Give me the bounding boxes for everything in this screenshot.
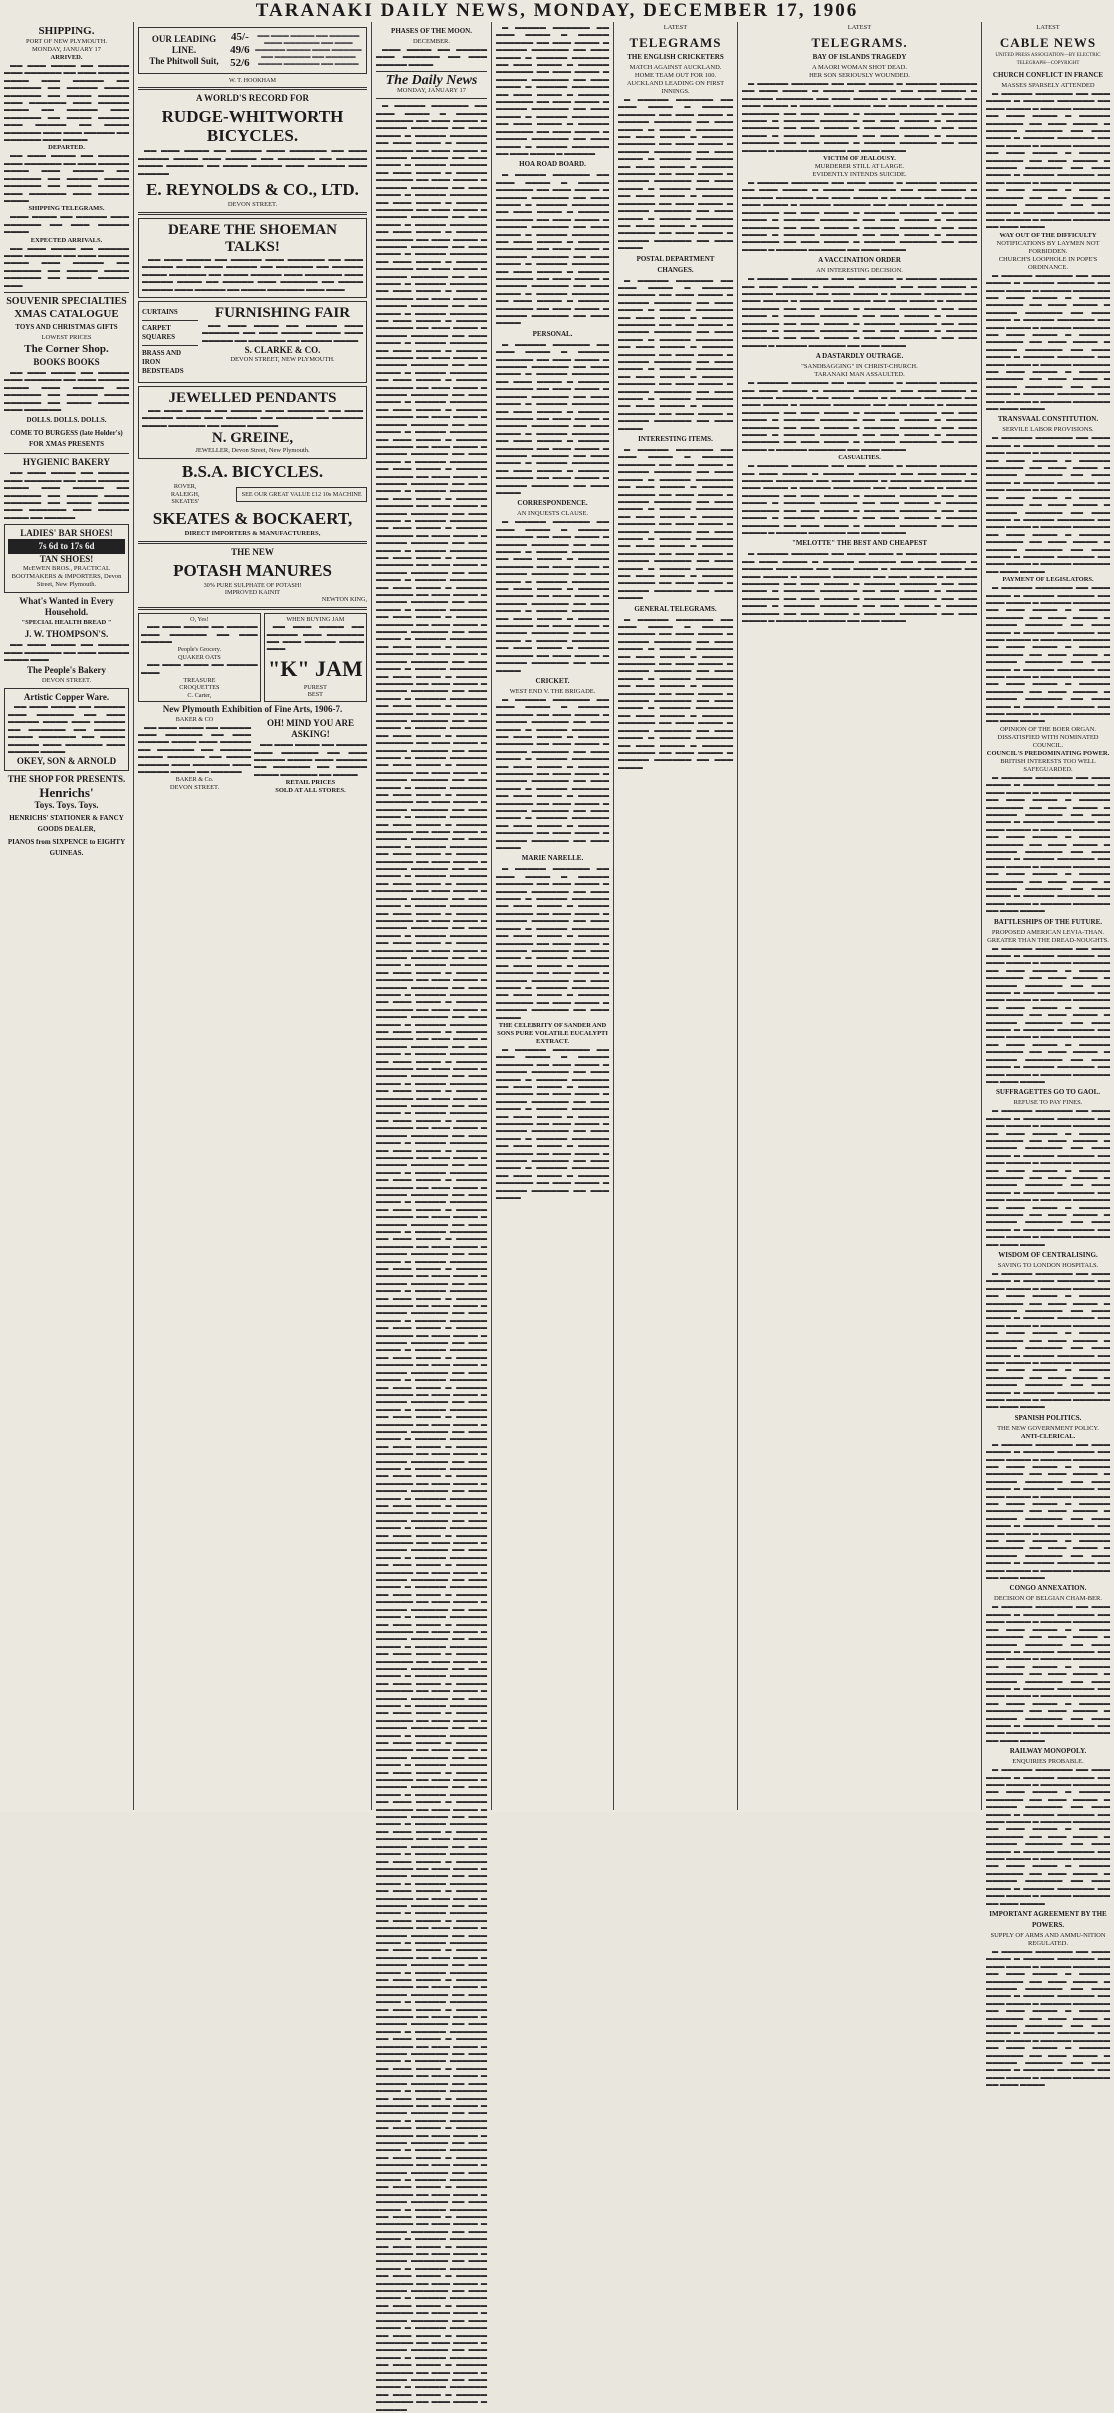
interesting-decision: AN INTERESTING DECISION. [816,267,903,275]
retail-prices: RETAIL PRICES [285,779,336,787]
wisdom-centralising: WISDOM OF CENTRALISING. [998,1251,1098,1260]
tan-shoes: TAN SHOES! [39,554,94,565]
clarke-ad: CURTAINS CARPET SQUARES BRASS AND IRON BEDSTEADS FURNISHING FAIR ▬▬ ▬▬▬ ▬▬▬▬ ▬▬ ▬▬▬▬▬ ▬▬▬ ▬▬▬▬▬▬ ▬▬ ▬▬▬ ▬▬▬▬▬ ▬▬▬▬ ▬▬▬ ▬▬▬▬▬ ▬▬ ▬▬▬▬▬▬ ▬▬ ▬▬▬▬▬ ▬▬▬▬ S. CLARKE & CO. DEVON STREET, NEW PLYMOUTH. [138,301,367,383]
purest: PUREST [303,683,327,691]
editorial-text: ▬ ▬▬▬▬▬ ▬▬▬▬▬▬ ▬▬ ▬▬▬ ▬▬▬▬ ▬ ▬▬▬▬▬ ▬▬▬▬▬▬ ▬▬ ▬▬▬ ▬▬▬▬ ▬ ▬▬▬▬▬ ▬▬▬▬▬▬ ▬▬ ▬▬▬ ▬▬▬▬ ▬ ▬▬▬▬▬ ▬▬▬▬▬▬ ▬▬ ▬▬▬ ▬▬▬▬ ▬ ▬▬▬▬▬ ▬▬▬▬▬▬ ▬▬ ▬▬▬ ▬▬▬▬ ▬ ▬▬▬▬▬ ▬▬▬▬▬▬ ▬▬ ▬▬▬ ▬▬▬▬ ▬ ▬▬▬▬▬ ▬▬▬▬▬▬ ▬▬ ▬▬▬ ▬▬▬▬ ▬ ▬▬▬▬▬ ▬▬▬▬▬▬ ▬▬ ▬▬▬ ▬▬▬▬ ▬ ▬▬▬▬▬ ▬▬▬▬▬▬ ▬▬ ▬▬▬ ▬▬▬▬ ▬ ▬▬▬▬▬ ▬▬▬▬▬▬ ▬▬ ▬▬▬ ▬▬▬▬ ▬ ▬▬▬▬▬ ▬▬▬▬▬▬ ▬▬ ▬▬▬ ▬▬▬▬ ▬ ▬▬▬▬▬ ▬▬▬▬▬▬ ▬▬ ▬▬▬ ▬▬▬▬ ▬ ▬▬▬▬▬ ▬▬▬▬▬▬ ▬▬ ▬▬▬ ▬▬▬▬ ▬ ▬▬▬▬▬ ▬▬▬▬▬▬ ▬▬ ▬▬▬ ▬▬▬▬ ▬ ▬▬▬▬▬ ▬▬▬▬▬▬ ▬▬ ▬▬▬ ▬▬▬▬ ▬ ▬▬▬▬▬ ▬▬▬▬▬▬ ▬▬ ▬▬▬ ▬▬▬▬ ▬ ▬▬▬▬▬ ▬▬▬▬▬▬ ▬▬ ▬▬▬ ▬▬▬▬ ▬ ▬▬▬▬▬ ▬▬▬▬▬▬ ▬▬ ▬▬▬ ▬▬▬▬ ▬ ▬▬▬▬▬ ▬▬▬▬▬▬ ▬▬ ▬▬▬ ▬▬▬▬ ▬ ▬▬▬▬▬ ▬▬▬▬▬▬ ▬▬ ▬▬▬ ▬▬▬▬ ▬ ▬▬▬▬▬ ▬▬▬▬▬▬ ▬▬ ▬▬▬ ▬▬▬▬ ▬ ▬▬▬▬▬ ▬▬▬▬▬▬ ▬▬ ▬▬▬ ▬▬▬▬ ▬ ▬▬▬▬▬ ▬▬▬▬▬▬ ▬▬ ▬▬▬ ▬▬▬▬ ▬ ▬▬▬▬▬ ▬▬▬▬▬▬ ▬▬ ▬▬▬ ▬▬▬▬ ▬ ▬▬▬▬▬ ▬▬▬▬▬▬ ▬▬ ▬▬▬ ▬▬▬▬ ▬ ▬▬▬▬▬ ▬▬▬▬▬▬ ▬▬ ▬▬▬ ▬▬▬▬ ▬ ▬▬▬▬▬ ▬▬▬▬▬▬ ▬▬ ▬▬▬ ▬▬▬▬ ▬ ▬▬▬▬▬ ▬▬▬▬▬▬ ▬▬ ▬▬▬ ▬▬▬▬ ▬ ▬▬▬▬▬ ▬▬▬▬▬▬ ▬▬ ▬▬▬ ▬▬▬▬ ▬ ▬▬▬▬▬ ▬▬▬▬▬▬ ▬▬ ▬▬▬ ▬▬▬▬ ▬ ▬▬▬▬▬ ▬▬▬▬▬▬ ▬▬ ▬▬▬ ▬▬▬▬ ▬ ▬▬▬▬▬ ▬▬▬▬▬▬ ▬▬ ▬▬▬ ▬▬▬▬ ▬ ▬▬▬▬▬ ▬▬▬▬▬▬ ▬▬ ▬▬▬ ▬▬▬▬ ▬ ▬▬▬▬▬ ▬▬▬▬▬▬ ▬▬ ▬▬▬ ▬▬▬▬ ▬ ▬▬▬▬▬ ▬▬▬▬▬▬ ▬▬ ▬▬▬ ▬▬▬▬ ▬ ▬▬▬▬▬ ▬▬▬▬▬▬ ▬▬ ▬▬▬ ▬▬▬▬ ▬ ▬▬▬▬▬ ▬▬▬▬▬▬ ▬▬ ▬▬▬ ▬▬▬▬ ▬ ▬▬▬▬▬ ▬▬▬▬▬▬ ▬▬ ▬▬▬ ▬▬▬▬ ▬ ▬▬▬▬▬ ▬▬▬▬▬▬ ▬▬ ▬▬▬ ▬▬▬▬ ▬ ▬▬▬▬▬ ▬▬▬▬▬▬ ▬▬ ▬▬▬ ▬▬▬▬ ▬ ▬▬▬▬▬ ▬▬▬▬▬▬ ▬▬ ▬▬▬ ▬▬▬▬ ▬ ▬▬▬▬▬ ▬▬▬▬▬▬ ▬▬ ▬▬▬ ▬▬▬▬ ▬ ▬▬▬▬▬ ▬▬▬▬▬▬ ▬▬ ▬▬▬ ▬▬▬▬ ▬ ▬▬▬▬▬ ▬▬▬▬▬▬ ▬▬ ▬▬▬ ▬▬▬▬ ▬ ▬▬▬▬▬ ▬▬▬▬▬▬ ▬▬ ▬▬▬ ▬▬▬▬ ▬ ▬▬▬▬▬ ▬▬▬▬▬▬ ▬▬ ▬▬▬ ▬▬▬▬ ▬ ▬▬▬▬▬ ▬▬▬▬▬▬ ▬▬ ▬▬▬ ▬▬▬▬ ▬ ▬▬▬▬▬ ▬▬▬▬▬▬ ▬▬ ▬▬▬ ▬▬▬▬ ▬ ▬▬▬▬▬ ▬▬▬▬▬▬ ▬▬ ▬▬▬ ▬▬▬▬ ▬ ▬▬▬▬▬ ▬▬▬▬▬▬ ▬▬ ▬▬▬ ▬▬▬▬ ▬ ▬▬▬▬▬ ▬▬▬▬▬▬ ▬▬ ▬▬▬ ▬▬▬▬ ▬ ▬▬▬▬▬ ▬▬▬▬▬▬ ▬▬ ▬▬▬ ▬▬▬▬ ▬ ▬▬▬▬▬ ▬▬▬▬▬▬ ▬▬ ▬▬▬ ▬▬▬▬ ▬ ▬▬▬▬▬ ▬▬▬▬▬▬ ▬▬ ▬▬▬ ▬▬▬▬ ▬ ▬▬▬▬▬ ▬▬▬▬▬▬ ▬▬ ▬▬▬ ▬▬▬▬ ▬ ▬▬▬▬▬ ▬▬▬▬▬▬ ▬▬ ▬▬▬ ▬▬▬▬ ▬ ▬▬▬▬▬ ▬▬▬▬▬▬ ▬▬ ▬▬▬ ▬▬▬▬ ▬ ▬▬▬▬▬ ▬▬▬▬▬▬ ▬▬ ▬▬▬ ▬▬▬▬ ▬ ▬▬▬▬▬ ▬▬▬▬▬▬ ▬▬ ▬▬▬ ▬▬▬▬ ▬ ▬▬▬▬▬ ▬▬▬▬▬▬ ▬▬ ▬▬▬ ▬▬▬▬ ▬ ▬▬▬▬▬ ▬▬▬▬▬▬ ▬▬ ▬▬▬ ▬▬▬▬ ▬ ▬▬▬▬▬ ▬▬▬▬▬▬ ▬▬ ▬▬▬ ▬▬▬▬ ▬ ▬▬▬▬▬ ▬▬▬▬▬▬ ▬▬ ▬▬▬ ▬▬▬▬ ▬ ▬▬▬▬▬ ▬▬▬▬▬▬ ▬▬ ▬▬▬ ▬▬▬▬ ▬ ▬▬▬▬▬ ▬▬▬▬▬▬ ▬▬ ▬▬▬ ▬▬▬▬ ▬ ▬▬▬▬▬ ▬▬▬▬▬▬ ▬▬ ▬▬▬ ▬▬▬▬ ▬ ▬▬▬▬▬ ▬▬▬▬▬▬ ▬▬ ▬▬▬ ▬▬▬▬ ▬ ▬▬▬▬▬ ▬▬▬▬▬▬ ▬▬ ▬▬▬ ▬▬▬▬ ▬ ▬▬▬▬▬ ▬▬▬▬▬▬ ▬▬ ▬▬▬ ▬▬▬▬ ▬ ▬▬▬▬▬ ▬▬▬▬▬▬ ▬▬ ▬▬▬ ▬▬▬▬ ▬ ▬▬▬▬▬ ▬▬▬▬▬▬ ▬▬ ▬▬▬ ▬▬▬▬ ▬ ▬▬▬▬▬ ▬▬▬▬▬▬ ▬▬ ▬▬▬ ▬▬▬▬ ▬ ▬▬▬▬▬ ▬▬▬▬▬▬ ▬▬ ▬▬▬ ▬▬▬▬ ▬ ▬▬▬▬▬ ▬▬▬▬▬▬ ▬▬ ▬▬▬ ▬▬▬▬ ▬ ▬▬▬▬▬ ▬▬▬▬▬▬ ▬▬ ▬▬▬ ▬▬▬▬ ▬ ▬▬▬▬▬ ▬▬▬▬▬▬ ▬▬ ▬▬▬ ▬▬▬▬ ▬ ▬▬▬▬▬ ▬▬▬▬▬▬ ▬▬ ▬▬▬ ▬▬▬▬ ▬ ▬▬▬▬▬ ▬▬▬▬▬▬ ▬▬ ▬▬▬ ▬▬▬▬ ▬ ▬▬▬▬▬ ▬▬▬▬▬▬ ▬▬ ▬▬▬ ▬▬▬▬ ▬ ▬▬▬▬▬ ▬▬▬▬▬▬ ▬▬ ▬▬▬ ▬▬▬▬ ▬ ▬▬▬▬▬ ▬▬▬▬▬▬ ▬▬ ▬▬▬ ▬▬▬▬ ▬ ▬▬▬▬▬ ▬▬▬▬▬▬ ▬▬ ▬▬▬ ▬▬▬▬ ▬ ▬▬▬▬▬ ▬▬▬▬▬▬ ▬▬ ▬▬▬ ▬▬▬▬ ▬ ▬▬▬▬▬ ▬▬▬▬▬▬ ▬▬ ▬▬▬ ▬▬▬▬ ▬ ▬▬▬▬▬ ▬▬▬▬▬▬ ▬▬ ▬▬▬ ▬▬▬▬ ▬ ▬▬▬▬▬ ▬▬▬▬▬▬ ▬▬ ▬▬▬ ▬▬▬▬ ▬ ▬▬▬▬▬ ▬▬▬▬▬▬ ▬▬ ▬▬▬ ▬▬▬▬ ▬ ▬▬▬▬▬ ▬▬▬▬▬▬ ▬▬ ▬▬▬ ▬▬▬▬ ▬ ▬▬▬▬▬ ▬▬▬▬▬▬ ▬▬ ▬▬▬ ▬▬▬▬ ▬ ▬▬▬▬▬ ▬▬▬▬▬▬ ▬▬ ▬▬▬ ▬▬▬▬ ▬ ▬▬▬▬▬ ▬▬▬▬▬▬ ▬▬ ▬▬▬ ▬▬▬▬ ▬ ▬▬▬▬▬ ▬▬▬▬▬▬ ▬▬ ▬▬▬ ▬▬▬▬ ▬ ▬▬▬▬▬ ▬▬▬▬▬▬ ▬▬ ▬▬▬ ▬▬▬▬ ▬ ▬▬▬▬▬ ▬▬▬▬▬▬ ▬▬ ▬▬▬ ▬▬▬▬ ▬ ▬▬▬▬▬ ▬▬▬▬▬▬ ▬▬ ▬▬▬ ▬▬▬▬ ▬ ▬▬▬▬▬ ▬▬▬▬▬▬ ▬▬ ▬▬▬ ▬▬▬▬ ▬ ▬▬▬▬▬ ▬▬▬▬▬▬ ▬▬ ▬▬▬ ▬▬▬▬ ▬ ▬▬▬▬▬ ▬▬▬▬▬▬ ▬▬ ▬▬▬ ▬▬▬▬ ▬ ▬▬▬▬▬ ▬▬▬▬▬▬ ▬▬ ▬▬▬ ▬▬▬▬ ▬ ▬▬▬▬▬ ▬▬▬▬▬▬ ▬▬ ▬▬▬ ▬▬▬▬ ▬ ▬▬▬▬▬ ▬▬▬▬▬▬ ▬▬ ▬▬▬ ▬▬▬▬ ▬ ▬▬▬▬▬ ▬▬▬▬▬▬ ▬▬ ▬▬▬ ▬▬▬▬ ▬ ▬▬▬▬▬ ▬▬▬▬▬▬ ▬▬ ▬▬▬ ▬▬▬▬ ▬ ▬▬▬▬▬ ▬▬▬▬▬▬ ▬▬ ▬▬▬ ▬▬▬▬ ▬ ▬▬▬▬▬ ▬▬▬▬▬▬ ▬▬ ▬▬▬ ▬▬▬▬ ▬ ▬▬▬▬▬ ▬▬▬▬▬▬ ▬▬ ▬▬▬ ▬▬▬▬ ▬ ▬▬▬▬▬ ▬▬▬▬▬▬ ▬▬ ▬▬▬ ▬▬▬▬ ▬ ▬▬▬▬▬ ▬▬▬▬▬▬ ▬▬ ▬▬▬ ▬▬▬▬ ▬ ▬▬▬▬▬ ▬▬▬▬▬▬ ▬▬ ▬▬▬ ▬▬▬▬ ▬ ▬▬▬▬▬ ▬▬▬▬▬▬ ▬▬ ▬▬▬ ▬▬▬▬ ▬ ▬▬▬▬▬ ▬▬▬▬▬▬ ▬▬ ▬▬▬ ▬▬▬▬ ▬ ▬▬▬▬▬ ▬▬▬▬▬▬ ▬▬ ▬▬▬ ▬▬▬▬ ▬ ▬▬▬▬▬ ▬▬▬▬▬▬ ▬▬ ▬▬▬ ▬▬▬▬ ▬ ▬▬▬▬▬ ▬▬▬▬▬▬ ▬▬ ▬▬▬ ▬▬▬▬ ▬ ▬▬▬▬▬ ▬▬▬▬▬▬ ▬▬ ▬▬▬ ▬▬▬▬ ▬ ▬▬▬▬▬ ▬▬▬▬▬▬ ▬▬ ▬▬▬ ▬▬▬▬ ▬ ▬▬▬▬▬ ▬▬▬▬▬▬ ▬▬ ▬▬▬ ▬▬▬▬ ▬ ▬▬▬▬▬ ▬▬▬▬▬▬ ▬▬ ▬▬▬ ▬▬▬▬ ▬ ▬▬▬▬▬ ▬▬▬▬▬▬ ▬▬ ▬▬▬ ▬▬▬▬ ▬ ▬▬▬▬▬ ▬▬▬▬▬▬ ▬▬ ▬▬▬ ▬▬▬▬ ▬ ▬▬▬▬▬ ▬▬▬▬▬▬ ▬▬ ▬▬▬ ▬▬▬▬ ▬ ▬▬▬▬▬ ▬▬▬▬▬▬ ▬▬ ▬▬▬ ▬▬▬▬ ▬ ▬▬▬▬▬ ▬▬▬▬▬▬ ▬▬ ▬▬▬ ▬▬▬▬ ▬ ▬▬▬▬▬ ▬▬▬▬▬▬ ▬▬ ▬▬▬ ▬▬▬▬ ▬ ▬▬▬▬▬ ▬▬▬▬▬▬ ▬▬ ▬▬▬ ▬▬▬▬ ▬ ▬▬▬▬▬ ▬▬▬▬▬▬ ▬▬ ▬▬▬ ▬▬▬▬ ▬ ▬▬▬▬▬ ▬▬▬▬▬▬ ▬▬ ▬▬▬ ▬▬▬▬ ▬ ▬▬▬▬▬ ▬▬▬▬▬▬ ▬▬ ▬▬▬ ▬▬▬▬ ▬ ▬▬▬▬▬ ▬▬▬▬▬▬ ▬▬ ▬▬▬ ▬▬▬▬ ▬ ▬▬▬▬▬ ▬▬▬▬▬▬ ▬▬ ▬▬▬ ▬▬▬▬ ▬ ▬▬▬▬▬ ▬▬▬▬▬▬ ▬▬ ▬▬▬ ▬▬▬▬ ▬ ▬▬▬▬▬ ▬▬▬▬▬▬ ▬▬ ▬▬▬ ▬▬▬▬ ▬ ▬▬▬▬▬ ▬▬▬▬▬▬ ▬▬ ▬▬▬ ▬▬▬▬ ▬ ▬▬▬▬▬ ▬▬▬▬▬▬ ▬▬ ▬▬▬ ▬▬▬▬ ▬ ▬▬▬▬▬ ▬▬▬▬▬▬ ▬▬ ▬▬▬ ▬▬▬▬ ▬ ▬▬▬▬▬ ▬▬▬▬▬▬ ▬▬ ▬▬▬ ▬▬▬▬ ▬ ▬▬▬▬▬ ▬▬▬▬▬▬ ▬▬ ▬▬▬ ▬▬▬▬ ▬ ▬▬▬▬▬ ▬▬▬▬▬▬ ▬▬ ▬▬▬ ▬▬▬▬ ▬ ▬▬▬▬▬ ▬▬▬▬▬▬ ▬▬ ▬▬▬ ▬▬▬▬ ▬ ▬▬▬▬▬ ▬▬▬▬▬▬ ▬▬ ▬▬▬ ▬▬▬▬ ▬ ▬▬▬▬▬ ▬▬▬▬▬▬ ▬▬ ▬▬▬ ▬▬▬▬ ▬ ▬▬▬▬▬ ▬▬▬▬▬▬ ▬▬ ▬▬▬ ▬▬▬▬ ▬ ▬▬▬▬▬ ▬▬▬▬▬▬ ▬▬ ▬▬▬ ▬▬▬▬ ▬ ▬▬▬▬▬ ▬▬▬▬▬▬ ▬▬ ▬▬▬ ▬▬▬▬ ▬ ▬▬▬▬▬ ▬▬▬▬▬▬ ▬▬ ▬▬▬ ▬▬▬▬ ▬ ▬▬▬▬▬ ▬▬▬▬▬▬ ▬▬ ▬▬▬ ▬▬▬▬ ▬ ▬▬▬▬▬ ▬▬▬▬▬▬ ▬▬ ▬▬▬ ▬▬▬▬ ▬ ▬▬▬▬▬ ▬▬▬▬▬▬ ▬▬ ▬▬▬ ▬▬▬▬ ▬ ▬▬▬▬▬ ▬▬▬▬▬▬ ▬▬ ▬▬▬ ▬▬▬▬ ▬ ▬▬▬▬▬ ▬▬▬▬▬▬ ▬▬ ▬▬▬ ▬▬▬▬ ▬ ▬▬▬▬▬ ▬▬▬▬▬▬ ▬▬ ▬▬▬ ▬▬▬▬ ▬ ▬▬▬▬▬ ▬▬▬▬▬▬ ▬▬ ▬▬▬ ▬▬▬▬ ▬ ▬▬▬▬▬ ▬▬▬▬▬▬ ▬▬ ▬▬▬ ▬▬▬▬ ▬ ▬▬▬▬▬ ▬▬▬▬▬▬ ▬▬ ▬▬▬ ▬▬▬▬ ▬ ▬▬▬▬▬ ▬▬▬▬▬▬ ▬▬ ▬▬▬ ▬▬▬▬ ▬ ▬▬▬▬▬ ▬▬▬▬▬▬ ▬▬ ▬▬▬ ▬▬▬▬ ▬ ▬▬▬▬▬ ▬▬▬▬▬▬ ▬▬ ▬▬▬ ▬▬▬▬ ▬ ▬▬▬▬▬ ▬▬▬▬▬▬ ▬▬ ▬▬▬ ▬▬▬▬ ▬ ▬▬▬▬▬ ▬▬▬▬▬▬ ▬▬ ▬▬▬ ▬▬▬▬ ▬ ▬▬▬▬▬ ▬▬▬▬▬▬ ▬▬ ▬▬▬ ▬▬▬▬ ▬ ▬▬▬▬▬ ▬▬▬▬▬▬ ▬▬ ▬▬▬ ▬▬▬▬ ▬ ▬▬▬▬▬ ▬▬▬▬▬▬ ▬▬ ▬▬▬ ▬▬▬▬ ▬ ▬▬▬▬▬ ▬▬▬▬▬▬ ▬▬ ▬▬▬ ▬▬▬▬ ▬ ▬▬▬▬▬ ▬▬▬▬▬▬ ▬▬ ▬▬▬ ▬▬▬▬ ▬ ▬▬▬▬▬ ▬▬▬▬▬▬ ▬▬ ▬▬▬ ▬▬▬▬ ▬ ▬▬▬▬▬ ▬▬▬▬▬▬ ▬▬ ▬▬▬ ▬▬▬▬ ▬ ▬▬▬▬▬ ▬▬▬▬▬▬ ▬▬ ▬▬▬ ▬▬▬▬ ▬ ▬▬▬▬▬ ▬▬▬▬▬▬ ▬▬ ▬▬▬ ▬▬▬▬ ▬ ▬▬▬▬▬ ▬▬▬▬▬▬ ▬▬ ▬▬▬ ▬▬▬▬ ▬ ▬▬▬▬▬ ▬▬▬▬▬▬ ▬▬ ▬▬▬ ▬▬▬▬ ▬ ▬▬▬▬▬ ▬▬▬▬▬▬ ▬▬ ▬▬▬ ▬▬▬▬ ▬ ▬▬▬▬▬ ▬▬▬▬▬▬ ▬▬ ▬▬▬ ▬▬▬▬ ▬ ▬▬▬▬▬ ▬▬▬▬▬▬ ▬▬ ▬▬▬ ▬▬▬▬ ▬ ▬▬▬▬▬ ▬▬▬▬▬▬ ▬▬ ▬▬▬ ▬▬▬▬ ▬ ▬▬▬▬▬ ▬▬▬▬▬▬ ▬▬ ▬▬▬ ▬▬▬▬ ▬ ▬▬▬▬▬ ▬▬▬▬▬▬ ▬▬ ▬▬▬ ▬▬▬▬ ▬ ▬▬▬▬▬ ▬▬▬▬▬▬ ▬▬ ▬▬▬ ▬▬▬▬ ▬ ▬▬▬▬▬ ▬▬▬▬▬▬ ▬▬ ▬▬▬ ▬▬▬▬ ▬ ▬▬▬▬▬ ▬▬▬▬▬▬ ▬▬ ▬▬▬ ▬▬▬▬ ▬ ▬▬▬▬▬ ▬▬▬▬▬▬ ▬▬ ▬▬▬ ▬▬▬▬ ▬ ▬▬▬▬▬ ▬▬▬▬▬▬ ▬▬ ▬▬▬ ▬▬▬▬ ▬ ▬▬▬▬▬ ▬▬▬▬▬▬ ▬▬ ▬▬▬ ▬▬▬▬ ▬ ▬▬▬▬▬ ▬▬▬▬▬▬ ▬▬ ▬▬▬ ▬▬▬▬ ▬ ▬▬▬▬▬ ▬▬▬▬▬▬ ▬▬ ▬▬▬ ▬▬▬▬ ▬ ▬▬▬▬▬ ▬▬▬▬▬▬ ▬▬ ▬▬▬ ▬▬▬▬ ▬ ▬▬▬▬▬ ▬▬▬▬▬▬ ▬▬ ▬▬▬ ▬▬▬▬ ▬ ▬▬▬▬▬ ▬▬▬▬▬▬ ▬▬ ▬▬▬ ▬▬▬▬ ▬ ▬▬▬▬▬ ▬▬▬▬▬▬ ▬▬ ▬▬▬ ▬▬▬▬ ▬ ▬▬▬▬▬ ▬▬▬▬▬▬ ▬▬ ▬▬▬ ▬▬▬▬ ▬ ▬▬▬▬▬ ▬▬▬▬▬▬ ▬▬ ▬▬▬ ▬▬▬▬ ▬ ▬▬▬▬▬ ▬▬▬▬▬▬ ▬▬ ▬▬▬ ▬▬▬▬ ▬ ▬▬▬▬▬ ▬▬▬▬▬▬ ▬▬ ▬▬▬ ▬▬▬▬ ▬ ▬▬▬▬▬ ▬▬▬▬▬▬ ▬▬ ▬▬▬ ▬▬▬▬ ▬ ▬▬▬▬▬ ▬▬▬▬▬▬ ▬▬ ▬▬▬ ▬▬▬▬ ▬ ▬▬▬▬▬ ▬▬▬▬▬▬ ▬▬ ▬▬▬ ▬▬▬▬ ▬ ▬▬▬▬▬ ▬▬▬▬▬▬ ▬▬ ▬▬▬ ▬▬▬▬ ▬ ▬▬▬▬▬ ▬▬▬▬▬▬ ▬▬ ▬▬▬ ▬▬▬▬ ▬ ▬▬▬▬▬ ▬▬▬▬▬▬ ▬▬ ▬▬▬ ▬▬▬▬ ▬ ▬▬▬▬▬ ▬▬▬▬▬▬ ▬▬ ▬▬▬ ▬▬▬▬ ▬ ▬▬▬▬▬ ▬▬▬▬▬▬ ▬▬ ▬▬▬ ▬▬▬▬ ▬ ▬▬▬▬▬ ▬▬▬▬▬▬ ▬▬ ▬▬▬ ▬▬▬▬ ▬ ▬▬▬▬▬ ▬▬▬▬▬▬ ▬▬ ▬▬▬ ▬▬▬▬ ▬ ▬▬▬▬▬ ▬▬▬▬▬▬ ▬▬ ▬▬▬ ▬▬▬▬ ▬ ▬▬▬▬▬ ▬▬▬▬▬▬ ▬▬ ▬▬▬ ▬▬▬▬ ▬ ▬▬▬▬▬ ▬▬▬▬▬▬ ▬▬ ▬▬▬ ▬▬▬▬ ▬ ▬▬▬▬▬ ▬▬▬▬▬▬ ▬▬ ▬▬▬ ▬▬▬▬ ▬ ▬▬▬▬▬ ▬▬▬▬▬▬ ▬▬ ▬▬▬ ▬▬▬▬ ▬ ▬▬▬▬▬ ▬▬▬▬▬▬ ▬▬ ▬▬▬ ▬▬▬▬ ▬ ▬▬▬▬▬ ▬▬▬▬▬▬ ▬▬ ▬▬▬ ▬▬▬▬ ▬ ▬▬▬▬▬ ▬▬▬▬▬▬ ▬▬ ▬▬▬ ▬▬▬▬ ▬ ▬▬▬▬▬ ▬▬▬▬▬▬ ▬▬ ▬▬▬ ▬▬▬▬ ▬ ▬▬▬▬▬ ▬▬▬▬▬▬ ▬▬ ▬▬▬ ▬▬▬▬ ▬ ▬▬▬▬▬ ▬▬▬▬▬▬ ▬▬ ▬▬▬ ▬▬▬▬ ▬ ▬▬▬▬▬ ▬▬▬▬▬▬ ▬▬ ▬▬▬ ▬▬▬▬ ▬ ▬▬▬▬▬ ▬▬▬▬▬▬ ▬▬ ▬▬▬ ▬▬▬▬ ▬ ▬▬▬▬▬ ▬▬▬▬▬▬ ▬▬ ▬▬▬ ▬▬▬▬ ▬ ▬▬▬▬▬ ▬▬▬▬▬▬ ▬▬ ▬▬▬ ▬▬▬▬ ▬ ▬▬▬▬▬ ▬▬▬▬▬▬ ▬▬ ▬▬▬ ▬▬▬▬ ▬ ▬▬▬▬▬ ▬▬▬▬▬▬ ▬▬ ▬▬▬ ▬▬▬▬ ▬ ▬▬▬▬▬ ▬▬▬▬▬▬ ▬▬ ▬▬▬ ▬▬▬▬ ▬ ▬▬▬▬▬ ▬▬▬▬▬▬ ▬▬ ▬▬▬ ▬▬▬▬ ▬ ▬▬▬▬▬ ▬▬▬▬▬▬ ▬▬ ▬▬▬ ▬▬▬▬ ▬ ▬▬▬▬▬ ▬▬▬▬▬▬ ▬▬ ▬▬▬ ▬▬▬▬ ▬ ▬▬▬▬▬ ▬▬▬▬▬▬ ▬▬ ▬▬▬ ▬▬▬▬ ▬ ▬▬▬▬▬ ▬▬▬▬▬▬ ▬▬ ▬▬▬ ▬▬▬▬ ▬ ▬▬▬▬▬ ▬▬▬▬▬▬ ▬▬ ▬▬▬ ▬▬▬▬ ▬ ▬▬▬▬▬ ▬▬▬▬▬▬ ▬▬ ▬▬▬ ▬▬▬▬ ▬ ▬▬▬▬▬ ▬▬▬▬▬▬ ▬▬ ▬▬▬ ▬▬▬▬ ▬ ▬▬▬▬▬ ▬▬▬▬▬▬ ▬▬ ▬▬▬ ▬▬▬▬ ▬ ▬▬▬▬▬ ▬▬▬▬▬▬ ▬▬ ▬▬▬ ▬▬▬▬ ▬ ▬▬▬▬▬ ▬▬▬▬▬▬ ▬▬ ▬▬▬ ▬▬▬▬ ▬ ▬▬▬▬▬ ▬▬▬▬▬▬ ▬▬ ▬▬▬ ▬▬▬▬ ▬ ▬▬▬▬▬ ▬▬▬▬▬▬ ▬▬ ▬▬▬ ▬▬▬▬ ▬ ▬▬▬▬▬ [376,102,487,2413]
worlds-record: A WORLD'S RECORD FOR [195,93,310,104]
vaccination-order: A VACCINATION ORDER [818,256,901,265]
price-3: 52/6 [230,57,250,69]
shipping-telegrams-heading: SHIPPING TELEGRAMS. [28,205,105,213]
hygienic-bakery: HYGIENIC BAKERY [23,457,110,468]
auckland-leading: AUCKLAND LEADING ON FIRST INNINGS. [626,80,725,95]
bsa-bicycles: B.S.A. BICYCLES. [181,462,324,482]
shoe-price: 7s 6d to 17s 6d [8,539,125,554]
general-telegrams: GENERAL TELEGRAMS. [634,604,717,613]
maori-woman-shot: A MAORI WOMAN SHOT DEAD. [812,64,907,71]
payment-legislators: PAYMENT OF LEGISLATORS. [1002,576,1094,584]
hoa-road-board: HOA ROAD BOARD. [519,160,586,169]
belgian-chamber: DECISION OF BELGIAN CHAM-BER. [994,1595,1102,1603]
quaker-oats: QUAKER OATS [177,653,221,661]
carter-name: C. Carter, [187,691,212,699]
greine-ad: JEWELLED PENDANTS ▬▬ ▬▬▬ ▬▬▬▬ ▬▬ ▬▬▬▬▬ ▬▬▬ ▬▬▬▬▬▬ ▬▬ ▬▬▬ ▬▬▬▬▬ ▬▬▬▬ ▬▬▬ ▬▬▬▬▬ ▬▬ ▬▬▬▬▬▬ ▬▬ ▬▬▬▬▬ ▬▬▬▬ ▬▬▬▬▬▬ ▬▬ ▬▬▬▬ ▬▬▬▬▬ N. GREINE, JEWELLER, Devon Street, New Plymouth. [138,386,367,459]
o-yes: O, Yes! [190,615,209,623]
daily-news-date: MONDAY, JANUARY 17 [397,87,466,95]
when-buying-jam: WHEN BUYING JAM [286,615,345,623]
press-association: UNITED PRESS ASSOCIATION—BY ELECTRIC TELEGRAPH—COPYRIGHT [995,53,1101,66]
latest-label-3: LATEST [1036,24,1060,31]
taranaki-man-assaulted: TARANAKI MAN ASSAULTED. [814,371,905,379]
toys-toys: Toys. Toys. Toys. [34,800,99,811]
ladies-bar-shoes: LADIES' BAR SHOES! [20,528,113,539]
shipping-heading: SHIPPING. [38,25,95,37]
greine-address: JEWELLER, Devon Street, New Plymouth. [195,447,310,455]
departed-heading: DEPARTED. [48,144,85,152]
murderer-at-large: MURDERER STILL AT LARGE. [814,163,905,171]
masses-attended: MASSES SPARSELY ATTENDED [1001,82,1095,89]
important-agreement: IMPORTANT AGREEMENT BY THE POWERS. [989,1909,1107,1929]
henrichs: Henrichs' [39,785,94,801]
reynolds-address: DEVON STREET. [227,201,278,209]
cricket-heading: CRICKET. [535,676,570,685]
okey-son-arnold: OKEY, SON & ARNOLD [16,756,117,767]
burgess: COME TO BURGESS (late Holder's) FOR XMAS PRESENTS [10,429,123,449]
bedsteads: BRASS AND IRON BEDSTEADS [142,349,184,376]
correspondence-heading: CORRESPONDENCE. [517,499,588,508]
arrived-text: ▬▬ ▬▬▬ ▬▬▬▬ ▬▬ ▬▬▬▬▬ ▬▬▬ ▬▬▬▬▬▬ ▬▬ ▬▬▬ ▬▬▬▬▬ ▬▬▬▬ ▬▬▬ ▬▬▬▬▬ ▬▬ ▬▬▬▬▬▬ ▬▬ ▬▬▬▬▬ ▬▬▬▬ ▬▬▬▬▬▬ ▬▬ ▬▬▬▬ ▬▬▬▬▬ ▬▬▬ ▬▬▬▬▬▬ ▬▬▬ ▬▬▬▬▬ ▬▬▬▬ ▬▬ ▬▬▬▬▬ ▬▬▬ ▬▬▬▬▬▬ ▬▬ ▬▬▬▬ ▬▬▬▬▬ ▬▬▬ ▬▬▬▬▬ ▬▬ ▬▬▬▬ ▬▬▬▬▬▬ ▬▬▬ ▬▬▬ ▬▬▬▬▬ ▬▬ ▬▬▬▬▬▬ ▬▬▬ ▬▬▬▬ [4,62,129,144]
expected-heading: EXPECTED ARRIVALS. [30,236,103,244]
potash-sub: 30% PURE SULPHATE OF POTASH! [203,581,302,589]
marie-narelle-heading: MARIE NARELLE. [521,854,584,863]
loophole: CHURCH'S LOOPHOLE IN POPE'S ORDINANCE. [998,255,1098,271]
jewelled-pendants: JEWELLED PENDANTS [168,390,337,407]
sold-all-stores: SOLD AT ALL STORES. [275,787,346,795]
servile-labor: SERVILE LABOR PROVISIONS. [1002,426,1094,434]
special-health-bread: "SPECIAL HEALTH BREAD " [21,619,112,627]
exhibition: New Plymouth Exhibition of Fine Arts, 1906-7. [162,704,343,715]
price-1: 45/- [231,31,249,43]
pianos: PIANOS from SIXPENCE to EIGHTY GUINEAS. [7,838,126,858]
boer-organ: OPINION OF THE BOER ORGAN. [999,725,1097,733]
suffragettes: SUFFRAGETTES GO TO GAOL. [996,1088,1100,1097]
west-end-brigade: WEST END V. THE BRIGADE. [509,687,596,695]
k-jam: "K" JAM [268,655,363,681]
column-ads: OUR LEADING LINE. The Phitwoll Suit, 45/- 49/6 52/6 ▬▬ ▬▬▬ ▬▬▬▬ ▬▬ ▬▬▬▬▬ ▬▬▬ ▬▬▬▬▬▬ ▬▬ ▬▬▬ ▬▬▬▬▬ ▬▬▬▬ ▬▬▬ ▬▬▬▬▬ ▬▬ ▬▬▬▬▬▬ ▬▬ ▬▬▬▬▬ ▬▬▬▬ ▬▬▬▬▬▬ ▬▬ ▬▬▬▬ W. T. HOOKHAM A WORLD'S RECORD FOR RUDGE-WHITWORTH BICYCLES. ▬▬ ▬▬▬ ▬▬▬▬ ▬▬ ▬▬▬▬▬ ▬▬▬ ▬▬▬▬▬▬ ▬▬ ▬▬▬ ▬▬▬▬▬ ▬▬▬▬ ▬▬▬ ▬▬▬▬▬ ▬▬ ▬▬▬▬▬▬ ▬▬ ▬▬▬▬▬ ▬▬▬▬ ▬▬▬▬▬▬ ▬▬ ▬▬▬▬ ▬▬▬▬▬ ▬▬▬ ▬▬▬▬▬▬ ▬▬▬ ▬▬▬▬▬ E. REYNOLDS & CO., LTD. DEVON STREET. DEARE THE SHOEMAN TALKS! ▬▬ ▬▬▬ ▬▬▬▬ ▬▬ ▬▬▬▬▬ ▬▬▬ ▬▬▬▬▬▬ ▬▬ ▬▬▬ ▬▬▬▬▬ ▬▬▬▬ ▬▬▬ ▬▬▬▬▬ ▬▬ ▬▬▬▬▬▬ ▬▬ ▬▬▬▬▬ ▬▬▬▬ ▬▬▬▬▬▬ ▬▬ ▬▬▬▬ ▬▬▬▬▬ ▬▬▬ ▬▬▬▬▬▬ ▬▬▬ ▬▬▬▬▬ ▬▬▬▬ ▬▬ ▬▬▬▬▬ ▬▬▬ ▬▬▬▬▬▬ ▬▬ ▬▬▬▬ ▬▬▬▬▬ ▬▬▬ ▬▬▬▬▬ ▬▬ ▬▬▬▬ ▬▬▬▬▬▬ ▬▬▬ ▬▬▬ CURTAINS CARPET SQUARES BRASS AND IRON BEDSTEADS FURNISHING FAIR ▬▬ ▬▬▬ ▬▬▬▬ ▬▬ ▬▬▬▬▬ ▬▬▬ ▬▬▬▬▬▬ ▬▬ ▬▬▬ ▬▬▬▬▬ ▬▬▬▬ ▬▬▬ ▬▬▬▬▬ ▬▬ ▬▬▬▬▬▬ ▬▬ ▬▬▬▬▬ ▬▬▬▬ S. CLARKE & CO. DEVON STREET, NEW PLYMOUTH. JEWELLED PENDANTS ▬▬ ▬▬▬ ▬▬▬▬ ▬▬ ▬▬▬▬▬ ▬▬▬ ▬▬▬▬▬▬ ▬▬ ▬▬▬ ▬▬▬▬▬ ▬▬▬▬ ▬▬▬ ▬▬▬▬▬ ▬▬ ▬▬▬▬▬▬ ▬▬ ▬▬▬▬▬ ▬▬▬▬ ▬▬▬▬▬▬ ▬▬ ▬▬▬▬ ▬▬▬▬▬ N. GREINE, JEWELLER, Devon Street, New Plymouth. B.S.A. BICYCLES. ROVER, RALEIGH, SKEATES' SEE OUR GREAT VALUE £12 10s MACHINE SKEATES & BOCKAERT, DIRECT IMPORTERS & MANUFACTURERS, THE NEW POTASH MANURES 30% PURE SULPHATE OF POTASH! IMPROVED KAINIT NEWTON KING, O, Yes! ▬▬ ▬▬▬ ▬▬▬▬ ▬▬ ▬▬▬▬▬ ▬▬▬ ▬▬▬▬▬▬ ▬▬ ▬▬▬ ▬▬▬▬▬ People's Grocery. QUAKER OATS ▬▬ ▬▬▬ ▬▬▬▬ ▬▬ ▬▬▬▬▬ ▬▬▬ TREASURE CROQUETTES C. Carter, WHEN BUYING JAM ▬▬ ▬▬▬ ▬▬▬▬ ▬▬ ▬▬▬▬▬ ▬▬▬ ▬▬▬▬▬▬ ▬▬ ▬▬▬ ▬▬▬▬▬ ▬▬▬▬ ▬▬▬ "K" JAM PUREST BEST New Plymouth Exhibition of Fine Arts, 1906-7. BAKER & CO ▬▬ ▬▬▬ ▬▬▬▬ ▬▬ ▬▬▬▬▬ ▬▬▬ ▬▬▬▬▬▬ ▬▬ ▬▬▬ ▬▬▬▬▬ ▬▬▬▬ ▬▬▬ ▬▬▬▬▬ ▬▬ ▬▬▬▬▬▬ ▬▬ ▬▬▬▬▬ ▬▬▬▬ ▬▬▬▬▬▬ ▬▬ ▬▬▬▬ ▬▬▬▬▬ ▬▬▬ ▬▬▬▬▬▬ ▬▬▬ ▬▬▬▬▬ ▬▬▬▬ ▬▬ ▬▬▬▬▬ BAKER & Co. DEVON STREET. OH! MIND YOU ARE ASKING! ▬▬ ▬▬▬ ▬▬▬▬ ▬▬ ▬▬▬▬▬ ▬▬▬ ▬▬▬▬▬▬ ▬▬ ▬▬▬ ▬▬▬▬▬ ▬▬▬▬ ▬▬▬ ▬▬▬▬▬ ▬▬ ▬▬▬▬▬▬ ▬▬ ▬▬▬▬▬ ▬▬▬▬ ▬▬▬▬▬▬ ▬▬ ▬▬▬▬ RETAIL PRICES SOLD AT ALL STORES. [134,22,372,1810]
peoples-bakery: The People's Bakery [27,665,106,676]
cable-news: CABLE NEWS [999,35,1097,50]
thompson: J. W. THOMPSON'S. [24,629,109,640]
arrived-heading: ARRIVED. [50,54,83,61]
telegrams-title-2: TELEGRAMS. [811,35,908,50]
personal-heading: PERSONAL. [532,329,573,338]
baker-co-2: BAKER & Co. [175,776,214,784]
battleships: BATTLESHIPS OF THE FUTURE. [993,917,1102,926]
column-telegrams: LATEST TELEGRAMS THE ENGLISH CRICKETERS MATCH AGAINST AUCKLAND. HOME TEAM OUT FOR 100. AUCKLAND LEADING ON FIRST INNINGS. ▬ ▬▬▬▬▬ ▬▬▬▬▬▬ ▬▬ ▬▬▬ ▬▬▬▬ ▬ ▬▬▬▬▬ ▬▬▬▬▬▬ ▬▬ ▬▬▬ ▬▬▬▬ ▬ ▬▬▬▬▬ ▬▬▬▬▬▬ ▬▬ ▬▬▬ ▬▬▬▬ ▬ ▬▬▬▬▬ ▬▬▬▬▬▬ ▬▬ ▬▬▬ ▬▬▬▬ ▬ ▬▬▬▬▬ ▬▬▬▬▬▬ ▬▬ ▬▬▬ ▬▬▬▬ ▬ ▬▬▬▬▬ ▬▬▬▬▬▬ ▬▬ ▬▬▬ ▬▬▬▬ ▬ ▬▬▬▬▬ ▬▬▬▬▬▬ ▬▬ ▬▬▬ ▬▬▬▬ ▬ ▬▬▬▬▬ ▬▬▬▬▬▬ ▬▬ ▬▬▬ ▬▬▬▬ ▬ ▬▬▬▬▬ ▬▬▬▬▬▬ ▬▬ ▬▬▬ ▬▬▬▬ ▬ ▬▬▬▬▬ ▬▬▬▬▬▬ ▬▬ ▬▬▬ ▬▬▬▬ ▬ ▬▬▬▬▬ ▬▬▬▬▬▬ ▬▬ ▬▬▬ ▬▬▬▬ ▬ ▬▬▬▬▬ ▬▬▬▬▬▬ ▬▬ ▬▬▬ ▬▬▬▬ ▬ ▬▬▬▬▬ ▬▬▬▬▬▬ ▬▬ ▬▬▬ ▬▬▬▬ ▬ ▬▬▬▬▬ ▬▬▬▬▬▬ ▬▬ ▬▬▬ ▬▬▬▬ ▬ ▬▬▬▬▬ ▬▬▬▬▬▬ ▬▬ ▬▬▬ ▬▬▬▬ POSTAL DEPARTMENT CHANGES. ▬ ▬▬▬▬▬ ▬▬▬▬▬▬ ▬▬ ▬▬▬ ▬▬▬▬ ▬ ▬▬▬▬▬ ▬▬▬▬▬▬ ▬▬ ▬▬▬ ▬▬▬▬ ▬ ▬▬▬▬▬ ▬▬▬▬▬▬ ▬▬ ▬▬▬ ▬▬▬▬ ▬ ▬▬▬▬▬ ▬▬▬▬▬▬ ▬▬ ▬▬▬ ▬▬▬▬ ▬ ▬▬▬▬▬ ▬▬▬▬▬▬ ▬▬ ▬▬▬ ▬▬▬▬ ▬ ▬▬▬▬▬ ▬▬▬▬▬▬ ▬▬ ▬▬▬ ▬▬▬▬ ▬ ▬▬▬▬▬ ▬▬▬▬▬▬ ▬▬ ▬▬▬ ▬▬▬▬ ▬ ▬▬▬▬▬ ▬▬▬▬▬▬ ▬▬ ▬▬▬ ▬▬▬▬ ▬ ▬▬▬▬▬ ▬▬▬▬▬▬ ▬▬ ▬▬▬ ▬▬▬▬ ▬ ▬▬▬▬▬ ▬▬▬▬▬▬ ▬▬ ▬▬▬ ▬▬▬▬ ▬ ▬▬▬▬▬ ▬▬▬▬▬▬ ▬▬ ▬▬▬ ▬▬▬▬ ▬ ▬▬▬▬▬ ▬▬▬▬▬▬ ▬▬ ▬▬▬ ▬▬▬▬ ▬ ▬▬▬▬▬ ▬▬▬▬▬▬ ▬▬ ▬▬▬ ▬▬▬▬ ▬ ▬▬▬▬▬ ▬▬▬▬▬▬ ▬▬ ▬▬▬ ▬▬▬▬ ▬ ▬▬▬▬▬ ▬▬▬▬▬▬ ▬▬ ▬▬▬ ▬▬▬▬ INTERESTING ITEMS. ▬ ▬▬▬▬▬ ▬▬▬▬▬▬ ▬▬ ▬▬▬ ▬▬▬▬ ▬ ▬▬▬▬▬ ▬▬▬▬▬▬ ▬▬ ▬▬▬ ▬▬▬▬ ▬ ▬▬▬▬▬ ▬▬▬▬▬▬ ▬▬ ▬▬▬ ▬▬▬▬ ▬ ▬▬▬▬▬ ▬▬▬▬▬▬ ▬▬ ▬▬▬ ▬▬▬▬ ▬ ▬▬▬▬▬ ▬▬▬▬▬▬ ▬▬ ▬▬▬ ▬▬▬▬ ▬ ▬▬▬▬▬ ▬▬▬▬▬▬ ▬▬ ▬▬▬ ▬▬▬▬ ▬ ▬▬▬▬▬ ▬▬▬▬▬▬ ▬▬ ▬▬▬ ▬▬▬▬ ▬ ▬▬▬▬▬ ▬▬▬▬▬▬ ▬▬ ▬▬▬ ▬▬▬▬ ▬ ▬▬▬▬▬ ▬▬▬▬▬▬ ▬▬ ▬▬▬ ▬▬▬▬ ▬ ▬▬▬▬▬ ▬▬▬▬▬▬ ▬▬ ▬▬▬ ▬▬▬▬ ▬ ▬▬▬▬▬ ▬▬▬▬▬▬ ▬▬ ▬▬▬ ▬▬▬▬ ▬ ▬▬▬▬▬ ▬▬▬▬▬▬ ▬▬ ▬▬▬ ▬▬▬▬ ▬ ▬▬▬▬▬ ▬▬▬▬▬▬ ▬▬ ▬▬▬ ▬▬▬▬ ▬ ▬▬▬▬▬ ▬▬▬▬▬▬ ▬▬ ▬▬▬ ▬▬▬▬ ▬ ▬▬▬▬▬ ▬▬▬▬▬▬ ▬▬ ▬▬▬ ▬▬▬▬ GENERAL TELEGRAMS. ▬ ▬▬▬▬▬ ▬▬▬▬▬▬ ▬▬ ▬▬▬ ▬▬▬▬ ▬ ▬▬▬▬▬ ▬▬▬▬▬▬ ▬▬ ▬▬▬ ▬▬▬▬ ▬ ▬▬▬▬▬ ▬▬▬▬▬▬ ▬▬ ▬▬▬ ▬▬▬▬ ▬ ▬▬▬▬▬ ▬▬▬▬▬▬ ▬▬ ▬▬▬ ▬▬▬▬ ▬ ▬▬▬▬▬ ▬▬▬▬▬▬ ▬▬ ▬▬▬ ▬▬▬▬ ▬ ▬▬▬▬▬ ▬▬▬▬▬▬ ▬▬ ▬▬▬ ▬▬▬▬ ▬ ▬▬▬▬▬ ▬▬▬▬▬▬ ▬▬ ▬▬▬ ▬▬▬▬ ▬ ▬▬▬▬▬ ▬▬▬▬▬▬ ▬▬ ▬▬▬ ▬▬▬▬ ▬ ▬▬▬▬▬ ▬▬▬▬▬▬ ▬▬ ▬▬▬ ▬▬▬▬ ▬ ▬▬▬▬▬ ▬▬▬▬▬▬ ▬▬ ▬▬▬ ▬▬▬▬ ▬ ▬▬▬▬▬ ▬▬▬▬▬▬ ▬▬ ▬▬▬ ▬▬▬▬ ▬ ▬▬▬▬▬ ▬▬▬▬▬▬ ▬▬ ▬▬▬ ▬▬▬▬ ▬ ▬▬▬▬▬ ▬▬▬▬▬▬ ▬▬ ▬▬▬ ▬▬▬▬ ▬ ▬▬▬▬▬ ▬▬▬▬▬▬ ▬▬ ▬▬▬ ▬▬▬▬ ▬ ▬▬▬▬▬ ▬▬▬▬▬▬ ▬▬ ▬▬▬ ▬▬▬▬ [614,22,738,1810]
english-cricketers: THE ENGLISH CRICKETERS [627,53,724,61]
column-telegrams-2: LATEST TELEGRAMS. BAY OF ISLANDS TRAGEDY A MAORI WOMAN SHOT DEAD. HER SON SERIOUSLY WOUNDED. ▬ ▬▬▬▬▬ ▬▬▬▬▬▬ ▬▬ ▬▬▬ ▬▬▬▬ ▬ ▬▬▬▬▬ ▬▬▬▬▬▬ ▬▬ ▬▬▬ ▬▬▬▬ ▬ ▬▬▬▬▬ ▬▬▬▬▬▬ ▬▬ ▬▬▬ ▬▬▬▬ ▬ ▬▬▬▬▬ ▬▬▬▬▬▬ ▬▬ ▬▬▬ ▬▬▬▬ ▬ ▬▬▬▬▬ ▬▬▬▬▬▬ ▬▬ ▬▬▬ ▬▬▬▬ ▬ ▬▬▬▬▬ ▬▬▬▬▬▬ ▬▬ ▬▬▬ ▬▬▬▬ ▬ ▬▬▬▬▬ ▬▬▬▬▬▬ ▬▬ ▬▬▬ ▬▬▬▬ ▬ ▬▬▬▬▬ ▬▬▬▬▬▬ ▬▬ ▬▬▬ ▬▬▬▬ ▬ ▬▬▬▬▬ ▬▬▬▬▬▬ ▬▬ ▬▬▬ ▬▬▬▬ ▬ ▬▬▬▬▬ ▬▬▬▬▬▬ ▬▬ ▬▬▬ ▬▬▬▬ ▬ ▬▬▬▬▬ ▬▬▬▬▬▬ ▬▬ ▬▬▬ ▬▬▬▬ ▬ ▬▬▬▬▬ ▬▬▬▬▬▬ ▬▬ ▬▬▬ ▬▬▬▬ ▬ ▬▬▬▬▬ ▬▬▬▬▬▬ ▬▬ ▬▬▬ ▬▬▬▬ ▬ ▬▬▬▬▬ ▬▬▬▬▬▬ ▬▬ ▬▬▬ ▬▬▬▬ ▬ ▬▬▬▬▬ ▬▬▬▬▬▬ ▬▬ ▬▬▬ ▬▬▬▬ VICTIM OF JEALOUSY. MURDERER STILL AT LARGE. EVIDENTLY INTENDS SUICIDE. ▬ ▬▬▬▬▬ ▬▬▬▬▬▬ ▬▬ ▬▬▬ ▬▬▬▬ ▬ ▬▬▬▬▬ ▬▬▬▬▬▬ ▬▬ ▬▬▬ ▬▬▬▬ ▬ ▬▬▬▬▬ ▬▬▬▬▬▬ ▬▬ ▬▬▬ ▬▬▬▬ ▬ ▬▬▬▬▬ ▬▬▬▬▬▬ ▬▬ ▬▬▬ ▬▬▬▬ ▬ ▬▬▬▬▬ ▬▬▬▬▬▬ ▬▬ ▬▬▬ ▬▬▬▬ ▬ ▬▬▬▬▬ ▬▬▬▬▬▬ ▬▬ ▬▬▬ ▬▬▬▬ ▬ ▬▬▬▬▬ ▬▬▬▬▬▬ ▬▬ ▬▬▬ ▬▬▬▬ ▬ ▬▬▬▬▬ ▬▬▬▬▬▬ ▬▬ ▬▬▬ ▬▬▬▬ ▬ ▬▬▬▬▬ ▬▬▬▬▬▬ ▬▬ ▬▬▬ ▬▬▬▬ ▬ ▬▬▬▬▬ ▬▬▬▬▬▬ ▬▬ ▬▬▬ ▬▬▬▬ ▬ ▬▬▬▬▬ ▬▬▬▬▬▬ ▬▬ ▬▬▬ ▬▬▬▬ ▬ ▬▬▬▬▬ ▬▬▬▬▬▬ ▬▬ ▬▬▬ ▬▬▬▬ ▬ ▬▬▬▬▬ ▬▬▬▬▬▬ ▬▬ ▬▬▬ ▬▬▬▬ ▬ ▬▬▬▬▬ ▬▬▬▬▬▬ ▬▬ ▬▬▬ ▬▬▬▬ ▬ ▬▬▬▬▬ ▬▬▬▬▬▬ ▬▬ ▬▬▬ ▬▬▬▬ A VACCINATION ORDER AN INTERESTING DECISION. ▬ ▬▬▬▬▬ ▬▬▬▬▬▬ ▬▬ ▬▬▬ ▬▬▬▬ ▬ ▬▬▬▬▬ ▬▬▬▬▬▬ ▬▬ ▬▬▬ ▬▬▬▬ ▬ ▬▬▬▬▬ ▬▬▬▬▬▬ ▬▬ ▬▬▬ ▬▬▬▬ ▬ ▬▬▬▬▬ ▬▬▬▬▬▬ ▬▬ ▬▬▬ ▬▬▬▬ ▬ ▬▬▬▬▬ ▬▬▬▬▬▬ ▬▬ ▬▬▬ ▬▬▬▬ ▬ ▬▬▬▬▬ ▬▬▬▬▬▬ ▬▬ ▬▬▬ ▬▬▬▬ ▬ ▬▬▬▬▬ ▬▬▬▬▬▬ ▬▬ ▬▬▬ ▬▬▬▬ ▬ ▬▬▬▬▬ ▬▬▬▬▬▬ ▬▬ ▬▬▬ ▬▬▬▬ ▬ ▬▬▬▬▬ ▬▬▬▬▬▬ ▬▬ ▬▬▬ ▬▬▬▬ ▬ ▬▬▬▬▬ ▬▬▬▬▬▬ ▬▬ ▬▬▬ ▬▬▬▬ ▬ ▬▬▬▬▬ ▬▬▬▬▬▬ ▬▬ ▬▬▬ ▬▬▬▬ ▬ ▬▬▬▬▬ ▬▬▬▬▬▬ ▬▬ ▬▬▬ ▬▬▬▬ ▬ ▬▬▬▬▬ ▬▬▬▬▬▬ ▬▬ ▬▬▬ ▬▬▬▬ ▬ ▬▬▬▬▬ ▬▬▬▬▬▬ ▬▬ ▬▬▬ ▬▬▬▬ ▬ ▬▬▬▬▬ ▬▬▬▬▬▬ ▬▬ ▬▬▬ ▬▬▬▬ A DASTARDLY OUTRAGE. "SANDBAGGING" IN CHRIST-CHURCH. TARANAKI MAN ASSAULTED. ▬ ▬▬▬▬▬ ▬▬▬▬▬▬ ▬▬ ▬▬▬ ▬▬▬▬ ▬ ▬▬▬▬▬ ▬▬▬▬▬▬ ▬▬ ▬▬▬ ▬▬▬▬ ▬ ▬▬▬▬▬ ▬▬▬▬▬▬ ▬▬ ▬▬▬ ▬▬▬▬ ▬ ▬▬▬▬▬ ▬▬▬▬▬▬ ▬▬ ▬▬▬ ▬▬▬▬ ▬ ▬▬▬▬▬ ▬▬▬▬▬▬ ▬▬ ▬▬▬ ▬▬▬▬ ▬ ▬▬▬▬▬ ▬▬▬▬▬▬ ▬▬ ▬▬▬ ▬▬▬▬ ▬ ▬▬▬▬▬ ▬▬▬▬▬▬ ▬▬ ▬▬▬ ▬▬▬▬ ▬ ▬▬▬▬▬ ▬▬▬▬▬▬ ▬▬ ▬▬▬ ▬▬▬▬ ▬ ▬▬▬▬▬ ▬▬▬▬▬▬ ▬▬ ▬▬▬ ▬▬▬▬ ▬ ▬▬▬▬▬ ▬▬▬▬▬▬ ▬▬ ▬▬▬ ▬▬▬▬ ▬ ▬▬▬▬▬ ▬▬▬▬▬▬ ▬▬ ▬▬▬ ▬▬▬▬ ▬ ▬▬▬▬▬ ▬▬▬▬▬▬ ▬▬ ▬▬▬ ▬▬▬▬ ▬ ▬▬▬▬▬ ▬▬▬▬▬▬ ▬▬ ▬▬▬ ▬▬▬▬ ▬ ▬▬▬▬▬ ▬▬▬▬▬▬ ▬▬ ▬▬▬ ▬▬▬▬ ▬ ▬▬▬▬▬ ▬▬▬▬▬▬ ▬▬ ▬▬▬ ▬▬▬▬ CASUALTIES. ▬ ▬▬▬▬▬ ▬▬▬▬▬▬ ▬▬ ▬▬▬ ▬▬▬▬ ▬ ▬▬▬▬▬ ▬▬▬▬▬▬ ▬▬ ▬▬▬ ▬▬▬▬ ▬ ▬▬▬▬▬ ▬▬▬▬▬▬ ▬▬ ▬▬▬ ▬▬▬▬ ▬ ▬▬▬▬▬ ▬▬▬▬▬▬ ▬▬ ▬▬▬ ▬▬▬▬ ▬ ▬▬▬▬▬ ▬▬▬▬▬▬ ▬▬ ▬▬▬ ▬▬▬▬ ▬ ▬▬▬▬▬ ▬▬▬▬▬▬ ▬▬ ▬▬▬ ▬▬▬▬ ▬ ▬▬▬▬▬ ▬▬▬▬▬▬ ▬▬ ▬▬▬ ▬▬▬▬ ▬ ▬▬▬▬▬ ▬▬▬▬▬▬ ▬▬ ▬▬▬ ▬▬▬▬ ▬ ▬▬▬▬▬ ▬▬▬▬▬▬ ▬▬ ▬▬▬ ▬▬▬▬ ▬ ▬▬▬▬▬ ▬▬▬▬▬▬ ▬▬ ▬▬▬ ▬▬▬▬ ▬ ▬▬▬▬▬ ▬▬▬▬▬▬ ▬▬ ▬▬▬ ▬▬▬▬ ▬ ▬▬▬▬▬ ▬▬▬▬▬▬ ▬▬ ▬▬▬ ▬▬▬▬ ▬ ▬▬▬▬▬ ▬▬▬▬▬▬ ▬▬ ▬▬▬ ▬▬▬▬ ▬ ▬▬▬▬▬ ▬▬▬▬▬▬ ▬▬ ▬▬▬ ▬▬▬▬ ▬ ▬▬▬▬▬ ▬▬▬▬▬▬ ▬▬ ▬▬▬ ▬▬▬▬ "MELOTTE" THE BEST AND CHEAPEST ▬ ▬▬▬▬▬ ▬▬▬▬▬▬ ▬▬ ▬▬▬ ▬▬▬▬ ▬ ▬▬▬▬▬ ▬▬▬▬▬▬ ▬▬ ▬▬▬ ▬▬▬▬ ▬ ▬▬▬▬▬ ▬▬▬▬▬▬ ▬▬ ▬▬▬ ▬▬▬▬ ▬ ▬▬▬▬▬ ▬▬▬▬▬▬ ▬▬ ▬▬▬ ▬▬▬▬ ▬ ▬▬▬▬▬ ▬▬▬▬▬▬ ▬▬ ▬▬▬ ▬▬▬▬ ▬ ▬▬▬▬▬ ▬▬▬▬▬▬ ▬▬ ▬▬▬ ▬▬▬▬ ▬ ▬▬▬▬▬ ▬▬▬▬▬▬ ▬▬ ▬▬▬ ▬▬▬▬ ▬ ▬▬▬▬▬ ▬▬▬▬▬▬ ▬▬ ▬▬▬ ▬▬▬▬ ▬ ▬▬▬▬▬ ▬▬▬▬▬▬ ▬▬ ▬▬▬ ▬▬▬▬ ▬ ▬▬▬▬▬ ▬▬▬▬▬▬ ▬▬ ▬▬▬ ▬▬▬▬ ▬ ▬▬▬▬▬ ▬▬▬▬▬▬ ▬▬ ▬▬▬ ▬▬▬▬ ▬ ▬▬▬▬▬ ▬▬▬▬▬▬ ▬▬ ▬▬▬ ▬▬▬▬ ▬ ▬▬▬▬▬ ▬▬▬▬▬▬ ▬▬ ▬▬▬ ▬▬▬▬ ▬ ▬▬▬▬▬ ▬▬▬▬▬▬ ▬▬ ▬▬▬ ▬▬▬▬ ▬ ▬▬▬▬▬ ▬▬▬▬▬▬ ▬▬ ▬▬▬ ▬▬▬▬ [738,22,982,1810]
dastardly-outrage: A DASTARDLY OUTRAGE. [815,352,904,361]
victim-jealousy: VICTIM OF JEALOUSY. [823,155,896,163]
government-policy: THE NEW GOVERNMENT POLICY. [997,1424,1099,1432]
daily-news-title: The Daily News [385,73,478,89]
carter-ad: O, Yes! ▬▬ ▬▬▬ ▬▬▬▬ ▬▬ ▬▬▬▬▬ ▬▬▬ ▬▬▬▬▬▬ ▬▬ ▬▬▬ ▬▬▬▬▬ People's Grocery. QUAKER OATS ▬▬ ▬▬▬ ▬▬▬▬ ▬▬ ▬▬▬▬▬ ▬▬▬ TREASURE CROQUETTES C. Carter, [138,613,261,702]
carpet-squares: CARPET SQUARES [142,321,198,346]
british-interests: BRITISH INTERESTS TOO WELL SAFEGUARDED. [1000,757,1096,773]
casualties: CASUALTIES. [838,454,881,462]
clarke-name: S. CLARKE & CO. [244,345,321,356]
raleigh: RALEIGH, [170,490,200,498]
newton-king: NEWTON KING, [321,596,367,604]
son-wounded: HER SON SERIOUSLY WOUNDED. [809,72,910,79]
deare-shoeman: DEARE THE SHOEMAN TALKS! [168,222,337,256]
reynolds: E. REYNOLDS & CO., LTD. [146,180,359,200]
potash-manures: POTASH MANURES [173,560,332,580]
arms-regulated: SUPPLY OF ARMS AND AMMU-NITION REGULATED. [990,1931,1106,1947]
rover: ROVER, [173,483,197,491]
shop-for-presents: THE SHOP FOR PRESENTS. [7,774,126,785]
baker-address: DEVON STREET. [169,783,220,791]
books: BOOKS BOOKS [33,356,100,367]
intends-suicide: EVIDENTLY INTENDS SUICIDE. [812,171,907,179]
mind-you-asking: OH! MIND YOU ARE ASKING! [267,718,354,740]
port-date: MONDAY, JANUARY 17 [32,46,101,53]
latest-label-2: LATEST [847,24,872,31]
latest-label: LATEST [663,24,688,31]
council-power: COUNCIL'S PREDOMINATING POWER. [986,749,1110,757]
masthead: TARANAKI DAILY NEWS, MONDAY, DECEMBER 17, 1906 [255,0,859,21]
price-2: 49/6 [230,44,250,56]
column-editorial: PHASES OF THE MOON. DECEMBER. ▬▬▬ ▬▬▬▬ ▬▬ ▬▬▬▬▬ ▬▬▬ ▬▬▬▬▬▬ ▬▬ ▬▬▬ ▬▬▬▬▬ ▬▬▬▬ The Daily News MONDAY, JANUARY 17 ▬ ▬▬▬▬▬ ▬▬▬▬▬▬ ▬▬ ▬▬▬ ▬▬▬▬ ▬ ▬▬▬▬▬ ▬▬▬▬▬▬ ▬▬ ▬▬▬ ▬▬▬▬ ▬ ▬▬▬▬▬ ▬▬▬▬▬▬ ▬▬ ▬▬▬ ▬▬▬▬ ▬ ▬▬▬▬▬ ▬▬▬▬▬▬ ▬▬ ▬▬▬ ▬▬▬▬ ▬ ▬▬▬▬▬ ▬▬▬▬▬▬ ▬▬ ▬▬▬ ▬▬▬▬ ▬ ▬▬▬▬▬ ▬▬▬▬▬▬ ▬▬ ▬▬▬ ▬▬▬▬ ▬ ▬▬▬▬▬ ▬▬▬▬▬▬ ▬▬ ▬▬▬ ▬▬▬▬ ▬ ▬▬▬▬▬ ▬▬▬▬▬▬ ▬▬ ▬▬▬ ▬▬▬▬ ▬ ▬▬▬▬▬ ▬▬▬▬▬▬ ▬▬ ▬▬▬ ▬▬▬▬ ▬ ▬▬▬▬▬ ▬▬▬▬▬▬ ▬▬ ▬▬▬ ▬▬▬▬ ▬ ▬▬▬▬▬ ▬▬▬▬▬▬ ▬▬ ▬▬▬ ▬▬▬▬ ▬ ▬▬▬▬▬ ▬▬▬▬▬▬ ▬▬ ▬▬▬ ▬▬▬▬ ▬ ▬▬▬▬▬ ▬▬▬▬▬▬ ▬▬ ▬▬▬ ▬▬▬▬ ▬ ▬▬▬▬▬ ▬▬▬▬▬▬ ▬▬ ▬▬▬ ▬▬▬▬ ▬ ▬▬▬▬▬ ▬▬▬▬▬▬ ▬▬ ▬▬▬ ▬▬▬▬ ▬ ▬▬▬▬▬ ▬▬▬▬▬▬ ▬▬ ▬▬▬ ▬▬▬▬ ▬ ▬▬▬▬▬ ▬▬▬▬▬▬ ▬▬ ▬▬▬ ▬▬▬▬ ▬ ▬▬▬▬▬ ▬▬▬▬▬▬ ▬▬ ▬▬▬ ▬▬▬▬ ▬ ▬▬▬▬▬ ▬▬▬▬▬▬ ▬▬ ▬▬▬ ▬▬▬▬ ▬ ▬▬▬▬▬ ▬▬▬▬▬▬ ▬▬ ▬▬▬ ▬▬▬▬ ▬ ▬▬▬▬▬ ▬▬▬▬▬▬ ▬▬ ▬▬▬ ▬▬▬▬ ▬ ▬▬▬▬▬ ▬▬▬▬▬▬ ▬▬ ▬▬▬ ▬▬▬▬ ▬ ▬▬▬▬▬ ▬▬▬▬▬▬ ▬▬ ▬▬▬ ▬▬▬▬ ▬ ▬▬▬▬▬ ▬▬▬▬▬▬ ▬▬ ▬▬▬ ▬▬▬▬ ▬ ▬▬▬▬▬ ▬▬▬▬▬▬ ▬▬ ▬▬▬ ▬▬▬▬ ▬ ▬▬▬▬▬ ▬▬▬▬▬▬ ▬▬ ▬▬▬ ▬▬▬▬ ▬ ▬▬▬▬▬ ▬▬▬▬▬▬ ▬▬ ▬▬▬ ▬▬▬▬ ▬ ▬▬▬▬▬ ▬▬▬▬▬▬ ▬▬ ▬▬▬ ▬▬▬▬ ▬ ▬▬▬▬▬ ▬▬▬▬▬▬ ▬▬ ▬▬▬ ▬▬▬▬ ▬ ▬▬▬▬▬ ▬▬▬▬▬▬ ▬▬ ▬▬▬ ▬▬▬▬ ▬ ▬▬▬▬▬ ▬▬▬▬▬▬ ▬▬ ▬▬▬ ▬▬▬▬ ▬ ▬▬▬▬▬ ▬▬▬▬▬▬ ▬▬ ▬▬▬ ▬▬▬▬ ▬ ▬▬▬▬▬ ▬▬▬▬▬▬ ▬▬ ▬▬▬ ▬▬▬▬ ▬ ▬▬▬▬▬ ▬▬▬▬▬▬ ▬▬ ▬▬▬ ▬▬▬▬ ▬ ▬▬▬▬▬ ▬▬▬▬▬▬ ▬▬ ▬▬▬ ▬▬▬▬ ▬ ▬▬▬▬▬ ▬▬▬▬▬▬ ▬▬ ▬▬▬ ▬▬▬▬ ▬ ▬▬▬▬▬ ▬▬▬▬▬▬ ▬▬ ▬▬▬ ▬▬▬▬ ▬ ▬▬▬▬▬ ▬▬▬▬▬▬ ▬▬ ▬▬▬ ▬▬▬▬ ▬ ▬▬▬▬▬ ▬▬▬▬▬▬ ▬▬ ▬▬▬ ▬▬▬▬ ▬ ▬▬▬▬▬ ▬▬▬▬▬▬ ▬▬ ▬▬▬ ▬▬▬▬ ▬ ▬▬▬▬▬ ▬▬▬▬▬▬ ▬▬ ▬▬▬ ▬▬▬▬ ▬ ▬▬▬▬▬ ▬▬▬▬▬▬ ▬▬ ▬▬▬ ▬▬▬▬ ▬ ▬▬▬▬▬ ▬▬▬▬▬▬ ▬▬ ▬▬▬ ▬▬▬▬ ▬ ▬▬▬▬▬ ▬▬▬▬▬▬ ▬▬ ▬▬▬ ▬▬▬▬ ▬ ▬▬▬▬▬ ▬▬▬▬▬▬ ▬▬ ▬▬▬ ▬▬▬▬ ▬ ▬▬▬▬▬ ▬▬▬▬▬▬ ▬▬ ▬▬▬ ▬▬▬▬ ▬ ▬▬▬▬▬ ▬▬▬▬▬▬ ▬▬ ▬▬▬ ▬▬▬▬ ▬ ▬▬▬▬▬ ▬▬▬▬▬▬ ▬▬ ▬▬▬ ▬▬▬▬ ▬ ▬▬▬▬▬ ▬▬▬▬▬▬ ▬▬ ▬▬▬ ▬▬▬▬ ▬ ▬▬▬▬▬ ▬▬▬▬▬▬ ▬▬ ▬▬▬ ▬▬▬▬ ▬ ▬▬▬▬▬ ▬▬▬▬▬▬ ▬▬ ▬▬▬ ▬▬▬▬ ▬ ▬▬▬▬▬ ▬▬▬▬▬▬ ▬▬ ▬▬▬ ▬▬▬▬ ▬ ▬▬▬▬▬ ▬▬▬▬▬▬ ▬▬ ▬▬▬ ▬▬▬▬ ▬ ▬▬▬▬▬ ▬▬▬▬▬▬ ▬▬ ▬▬▬ ▬▬▬▬ ▬ ▬▬▬▬▬ ▬▬▬▬▬▬ ▬▬ ▬▬▬ ▬▬▬▬ ▬ ▬▬▬▬▬ ▬▬▬▬▬▬ ▬▬ ▬▬▬ ▬▬▬▬ ▬ ▬▬▬▬▬ ▬▬▬▬▬▬ ▬▬ ▬▬▬ ▬▬▬▬ ▬ ▬▬▬▬▬ ▬▬▬▬▬▬ ▬▬ ▬▬▬ ▬▬▬▬ ▬ ▬▬▬▬▬ ▬▬▬▬▬▬ ▬▬ ▬▬▬ ▬▬▬▬ ▬ ▬▬▬▬▬ ▬▬▬▬▬▬ ▬▬ ▬▬▬ ▬▬▬▬ ▬ ▬▬▬▬▬ ▬▬▬▬▬▬ ▬▬ ▬▬▬ ▬▬▬▬ ▬ ▬▬▬▬▬ ▬▬▬▬▬▬ ▬▬ ▬▬▬ ▬▬▬▬ ▬ ▬▬▬▬▬ ▬▬▬▬▬▬ ▬▬ ▬▬▬ ▬▬▬▬ ▬ ▬▬▬▬▬ ▬▬▬▬▬▬ ▬▬ ▬▬▬ ▬▬▬▬ ▬ ▬▬▬▬▬ ▬▬▬▬▬▬ ▬▬ ▬▬▬ ▬▬▬▬ ▬ ▬▬▬▬▬ ▬▬▬▬▬▬ ▬▬ ▬▬▬ ▬▬▬▬ ▬ ▬▬▬▬▬ ▬▬▬▬▬▬ ▬▬ ▬▬▬ ▬▬▬▬ ▬ ▬▬▬▬▬ ▬▬▬▬▬▬ ▬▬ ▬▬▬ ▬▬▬▬ ▬ ▬▬▬▬▬ ▬▬▬▬▬▬ ▬▬ ▬▬▬ ▬▬▬▬ ▬ ▬▬▬▬▬ ▬▬▬▬▬▬ ▬▬ ▬▬▬ ▬▬▬▬ ▬ ▬▬▬▬▬ ▬▬▬▬▬▬ ▬▬ ▬▬▬ ▬▬▬▬ ▬ ▬▬▬▬▬ ▬▬▬▬▬▬ ▬▬ ▬▬▬ ▬▬▬▬ ▬ ▬▬▬▬▬ ▬▬▬▬▬▬ ▬▬ ▬▬▬ ▬▬▬▬ ▬ ▬▬▬▬▬ ▬▬▬▬▬▬ ▬▬ ▬▬▬ ▬▬▬▬ ▬ ▬▬▬▬▬ ▬▬▬▬▬▬ ▬▬ ▬▬▬ ▬▬▬▬ ▬ ▬▬▬▬▬ ▬▬▬▬▬▬ ▬▬ ▬▬▬ ▬▬▬▬ ▬ ▬▬▬▬▬ ▬▬▬▬▬▬ ▬▬ ▬▬▬ ▬▬▬▬ ▬ ▬▬▬▬▬ ▬▬▬▬▬▬ ▬▬ ▬▬▬ ▬▬▬▬ ▬ ▬▬▬▬▬ ▬▬▬▬▬▬ ▬▬ ▬▬▬ ▬▬▬▬ ▬ ▬▬▬▬▬ ▬▬▬▬▬▬ ▬▬ ▬▬▬ ▬▬▬▬ ▬ ▬▬▬▬▬ ▬▬▬▬▬▬ ▬▬ ▬▬▬ ▬▬▬▬ ▬ ▬▬▬▬▬ ▬▬▬▬▬▬ ▬▬ ▬▬▬ ▬▬▬▬ ▬ ▬▬▬▬▬ ▬▬▬▬▬▬ ▬▬ ▬▬▬ ▬▬▬▬ ▬ ▬▬▬▬▬ ▬▬▬▬▬▬ ▬▬ ▬▬▬ ▬▬▬▬ ▬ ▬▬▬▬▬ ▬▬▬▬▬▬ ▬▬ ▬▬▬ ▬▬▬▬ ▬ ▬▬▬▬▬ ▬▬▬▬▬▬ ▬▬ ▬▬▬ ▬▬▬▬ ▬ ▬▬▬▬▬ ▬▬▬▬▬▬ ▬▬ ▬▬▬ ▬▬▬▬ ▬ ▬▬▬▬▬ ▬▬▬▬▬▬ ▬▬ ▬▬▬ ▬▬▬▬ ▬ ▬▬▬▬▬ ▬▬▬▬▬▬ ▬▬ ▬▬▬ ▬▬▬▬ ▬ ▬▬▬▬▬ ▬▬▬▬▬▬ ▬▬ ▬▬▬ ▬▬▬▬ ▬ ▬▬▬▬▬ ▬▬▬▬▬▬ ▬▬ ▬▬▬ ▬▬▬▬ ▬ ▬▬▬▬▬ ▬▬▬▬▬▬ ▬▬ ▬▬▬ ▬▬▬▬ ▬ ▬▬▬▬▬ ▬▬▬▬▬▬ ▬▬ ▬▬▬ ▬▬▬▬ ▬ ▬▬▬▬▬ ▬▬▬▬▬▬ ▬▬ ▬▬▬ ▬▬▬▬ ▬ ▬▬▬▬▬ ▬▬▬▬▬▬ ▬▬ ▬▬▬ ▬▬▬▬ ▬ ▬▬▬▬▬ ▬▬▬▬▬▬ ▬▬ ▬▬▬ ▬▬▬▬ ▬ ▬▬▬▬▬ ▬▬▬▬▬▬ ▬▬ ▬▬▬ ▬▬▬▬ ▬ ▬▬▬▬▬ ▬▬▬▬▬▬ ▬▬ ▬▬▬ ▬▬▬▬ ▬ ▬▬▬▬▬ ▬▬▬▬▬▬ ▬▬ ▬▬▬ ▬▬▬▬ ▬ ▬▬▬▬▬ ▬▬▬▬▬▬ ▬▬ ▬▬▬ ▬▬▬▬ ▬ ▬▬▬▬▬ ▬▬▬▬▬▬ ▬▬ ▬▬▬ ▬▬▬▬ ▬ ▬▬▬▬▬ ▬▬▬▬▬▬ ▬▬ ▬▬▬ ▬▬▬▬ ▬ ▬▬▬▬▬ ▬▬▬▬▬▬ ▬▬ ▬▬▬ ▬▬▬▬ ▬ ▬▬▬▬▬ ▬▬▬▬▬▬ ▬▬ ▬▬▬ ▬▬▬▬ ▬ ▬▬▬▬▬ ▬▬▬▬▬▬ ▬▬ ▬▬▬ ▬▬▬▬ ▬ ▬▬▬▬▬ ▬▬▬▬▬▬ ▬▬ ▬▬▬ ▬▬▬▬ ▬ ▬▬▬▬▬ ▬▬▬▬▬▬ ▬▬ ▬▬▬ ▬▬▬▬ ▬ ▬▬▬▬▬ ▬▬▬▬▬▬ ▬▬ ▬▬▬ ▬▬▬▬ ▬ ▬▬▬▬▬ ▬▬▬▬▬▬ ▬▬ ▬▬▬ ▬▬▬▬ ▬ ▬▬▬▬▬ ▬▬▬▬▬▬ ▬▬ ▬▬▬ ▬▬▬▬ ▬ ▬▬▬▬▬ ▬▬▬▬▬▬ ▬▬ ▬▬▬ ▬▬▬▬ ▬ ▬▬▬▬▬ ▬▬▬▬▬▬ ▬▬ ▬▬▬ ▬▬▬▬ ▬ ▬▬▬▬▬ ▬▬▬▬▬▬ ▬▬ ▬▬▬ ▬▬▬▬ ▬ ▬▬▬▬▬ ▬▬▬▬▬▬ ▬▬ ▬▬▬ ▬▬▬▬ ▬ ▬▬▬▬▬ ▬▬▬▬▬▬ ▬▬ ▬▬▬ ▬▬▬▬ ▬ ▬▬▬▬▬ ▬▬▬▬▬▬ ▬▬ ▬▬▬ ▬▬▬▬ ▬ ▬▬▬▬▬ ▬▬▬▬▬▬ ▬▬ ▬▬▬ ▬▬▬▬ ▬ ▬▬▬▬▬ ▬▬▬▬▬▬ ▬▬ ▬▬▬ ▬▬▬▬ ▬ ▬▬▬▬▬ ▬▬▬▬▬▬ ▬▬ ▬▬▬ ▬▬▬▬ ▬ ▬▬▬▬▬ ▬▬▬▬▬▬ ▬▬ ▬▬▬ ▬▬▬▬ ▬ ▬▬▬▬▬ ▬▬▬▬▬▬ ▬▬ ▬▬▬ ▬▬▬▬ ▬ ▬▬▬▬▬ ▬▬▬▬▬▬ ▬▬ ▬▬▬ ▬▬▬▬ ▬ ▬▬▬▬▬ ▬▬▬▬▬▬ ▬▬ ▬▬▬ ▬▬▬▬ ▬ ▬▬▬▬▬ ▬▬▬▬▬▬ ▬▬ ▬▬▬ ▬▬▬▬ ▬ ▬▬▬▬▬ ▬▬▬▬▬▬ ▬▬ ▬▬▬ ▬▬▬▬ ▬ ▬▬▬▬▬ ▬▬▬▬▬▬ ▬▬ ▬▬▬ ▬▬▬▬ ▬ ▬▬▬▬▬ ▬▬▬▬▬▬ ▬▬ ▬▬▬ ▬▬▬▬ ▬ ▬▬▬▬▬ ▬▬▬▬▬▬ ▬▬ ▬▬▬ ▬▬▬▬ ▬ ▬▬▬▬▬ ▬▬▬▬▬▬ ▬▬ ▬▬▬ ▬▬▬▬ ▬ ▬▬▬▬▬ ▬▬▬▬▬▬ ▬▬ ▬▬▬ ▬▬▬▬ ▬ ▬▬▬▬▬ ▬▬▬▬▬▬ ▬▬ ▬▬▬ ▬▬▬▬ ▬ ▬▬▬▬▬ ▬▬▬▬▬▬ ▬▬ ▬▬▬ ▬▬▬▬ ▬ ▬▬▬▬▬ ▬▬▬▬▬▬ ▬▬ ▬▬▬ ▬▬▬▬ ▬ ▬▬▬▬▬ ▬▬▬▬▬▬ ▬▬ ▬▬▬ ▬▬▬▬ ▬ ▬▬▬▬▬ ▬▬▬▬▬▬ ▬▬ ▬▬▬ ▬▬▬▬ ▬ ▬▬▬▬▬ ▬▬▬▬▬▬ ▬▬ ▬▬▬ ▬▬▬▬ ▬ ▬▬▬▬▬ ▬▬▬▬▬▬ ▬▬ ▬▬▬ ▬▬▬▬ ▬ ▬▬▬▬▬ ▬▬▬▬▬▬ ▬▬ ▬▬▬ ▬▬▬▬ ▬ ▬▬▬▬▬ ▬▬▬▬▬▬ ▬▬ ▬▬▬ ▬▬▬▬ ▬ ▬▬▬▬▬ ▬▬▬▬▬▬ ▬▬ ▬▬▬ ▬▬▬▬ ▬ ▬▬▬▬▬ ▬▬▬▬▬▬ ▬▬ ▬▬▬ ▬▬▬▬ ▬ ▬▬▬▬▬ ▬▬▬▬▬▬ ▬▬ ▬▬▬ ▬▬▬▬ ▬ ▬▬▬▬▬ ▬▬▬▬▬▬ ▬▬ ▬▬▬ ▬▬▬▬ ▬ ▬▬▬▬▬ ▬▬▬▬▬▬ ▬▬ ▬▬▬ ▬▬▬▬ ▬ ▬▬▬▬▬ ▬▬▬▬▬▬ ▬▬ ▬▬▬ ▬▬▬▬ ▬ ▬▬▬▬▬ ▬▬▬▬▬▬ ▬▬ ▬▬▬ ▬▬▬▬ ▬ ▬▬▬▬▬ ▬▬▬▬▬▬ ▬▬ ▬▬▬ ▬▬▬▬ ▬ ▬▬▬▬▬ ▬▬▬▬▬▬ ▬▬ ▬▬▬ ▬▬▬▬ ▬ ▬▬▬▬▬ ▬▬▬▬▬▬ ▬▬ ▬▬▬ ▬▬▬▬ ▬ ▬▬▬▬▬ ▬▬▬▬▬▬ ▬▬ ▬▬▬ ▬▬▬▬ ▬ ▬▬▬▬▬ ▬▬▬▬▬▬ ▬▬ ▬▬▬ ▬▬▬▬ ▬ ▬▬▬▬▬ ▬▬▬▬▬▬ ▬▬ ▬▬▬ ▬▬▬▬ ▬ ▬▬▬▬▬ ▬▬▬▬▬▬ ▬▬ ▬▬▬ ▬▬▬▬ ▬ ▬▬▬▬▬ ▬▬▬▬▬▬ ▬▬ ▬▬▬ ▬▬▬▬ ▬ ▬▬▬▬▬ ▬▬▬▬▬▬ ▬▬ ▬▬▬ ▬▬▬▬ ▬ ▬▬▬▬▬ ▬▬▬▬▬▬ ▬▬ ▬▬▬ ▬▬▬▬ ▬ ▬▬▬▬▬ ▬▬▬▬▬▬ ▬▬ ▬▬▬ ▬▬▬▬ ▬ ▬▬▬▬▬ ▬▬▬▬▬▬ ▬▬ ▬▬▬ ▬▬▬▬ ▬ ▬▬▬▬▬ ▬▬▬▬▬▬ ▬▬ ▬▬▬ ▬▬▬▬ ▬ ▬▬▬▬▬ ▬▬▬▬▬▬ ▬▬ ▬▬▬ ▬▬▬▬ ▬ ▬▬▬▬▬ ▬▬▬▬▬▬ ▬▬ ▬▬▬ ▬▬▬▬ ▬ ▬▬▬▬▬ ▬▬▬▬▬▬ ▬▬ ▬▬▬ ▬▬▬▬ ▬ ▬▬▬▬▬ ▬▬▬▬▬▬ ▬▬ ▬▬▬ ▬▬▬▬ ▬ ▬▬▬▬▬ ▬▬▬▬▬▬ ▬▬ ▬▬▬ ▬▬▬▬ ▬ ▬▬▬▬▬ ▬▬▬▬▬▬ ▬▬ ▬▬▬ ▬▬▬▬ ▬ ▬▬▬▬▬ ▬▬▬▬▬▬ ▬▬ ▬▬▬ ▬▬▬▬ ▬ ▬▬▬▬▬ ▬▬▬▬▬▬ ▬▬ ▬▬▬ ▬▬▬▬ ▬ ▬▬▬▬▬ ▬▬▬▬▬▬ ▬▬ ▬▬▬ ▬▬▬▬ ▬ ▬▬▬▬▬ ▬▬▬▬▬▬ ▬▬ ▬▬▬ ▬▬▬▬ ▬ ▬▬▬▬▬ ▬▬▬▬▬▬ ▬▬ ▬▬▬ ▬▬▬▬ ▬ ▬▬▬▬▬ ▬▬▬▬▬▬ ▬▬ ▬▬▬ ▬▬▬▬ ▬ ▬▬▬▬▬ ▬▬▬▬▬▬ ▬▬ ▬▬▬ ▬▬▬▬ ▬ ▬▬▬▬▬ ▬▬▬▬▬▬ ▬▬ ▬▬▬ ▬▬▬▬ ▬ ▬▬▬▬▬ ▬▬▬▬▬▬ ▬▬ ▬▬▬ ▬▬▬▬ ▬ ▬▬▬▬▬ ▬▬▬▬▬▬ ▬▬ ▬▬▬ ▬▬▬▬ ▬ ▬▬▬▬▬ ▬▬▬▬▬▬ ▬▬ ▬▬▬ ▬▬▬▬ ▬ ▬▬▬▬▬ ▬▬▬▬▬▬ ▬▬ ▬▬▬ ▬▬▬▬ ▬ ▬▬▬▬▬ ▬▬▬▬▬▬ ▬▬ ▬▬▬ ▬▬▬▬ ▬ ▬▬▬▬▬ ▬▬▬▬▬▬ ▬▬ ▬▬▬ ▬▬▬▬ ▬ ▬▬▬▬▬ ▬▬▬▬▬▬ ▬▬ ▬▬▬ ▬▬▬▬ ▬ ▬▬▬▬▬ ▬▬▬▬▬▬ ▬▬ ▬▬▬ ▬▬▬▬ ▬ ▬▬▬▬▬ ▬▬▬▬▬▬ ▬▬ ▬▬▬ ▬▬▬▬ ▬ ▬▬▬▬▬ ▬▬▬▬▬▬ ▬▬ ▬▬▬ ▬▬▬▬ ▬ ▬▬▬▬▬ ▬▬▬▬▬▬ ▬▬ ▬▬▬ ▬▬▬▬ ▬ ▬▬▬▬▬ ▬▬▬▬▬▬ ▬▬ ▬▬▬ ▬▬▬▬ ▬ ▬▬▬▬▬ ▬▬▬▬▬▬ ▬▬ ▬▬▬ ▬▬▬▬ ▬ ▬▬▬▬▬ ▬▬▬▬▬▬ ▬▬ ▬▬▬ ▬▬▬▬ ▬ ▬▬▬▬▬ ▬▬▬▬▬▬ ▬▬ ▬▬▬ ▬▬▬▬ ▬ ▬▬▬▬▬ ▬▬▬▬▬▬ ▬▬ ▬▬▬ ▬▬▬▬ ▬ ▬▬▬▬▬ ▬▬▬▬▬▬ ▬▬ ▬▬▬ ▬▬▬▬ ▬ ▬▬▬▬▬ ▬▬▬▬▬▬ ▬▬ ▬▬▬ ▬▬▬▬ ▬ ▬▬▬▬▬ ▬▬▬▬▬▬ ▬▬ ▬▬▬ ▬▬▬▬ ▬ ▬▬▬▬▬ ▬▬▬▬▬▬ ▬▬ ▬▬▬ ▬▬▬▬ ▬ ▬▬▬▬▬ ▬▬▬▬▬▬ ▬▬ ▬▬▬ ▬▬▬▬ ▬ ▬▬▬▬▬ ▬▬▬▬▬▬ ▬▬ ▬▬▬ ▬▬▬▬ ▬ ▬▬▬▬▬ ▬▬▬▬▬▬ ▬▬ ▬▬▬ ▬▬▬▬ ▬ ▬▬▬▬▬ ▬▬▬▬▬▬ ▬▬ ▬▬▬ ▬▬▬▬ ▬ ▬▬▬▬▬ ▬▬▬▬▬▬ ▬▬ ▬▬▬ ▬▬▬▬ ▬ ▬▬▬▬▬ ▬▬▬▬▬▬ ▬▬ ▬▬▬ ▬▬▬▬ ▬ ▬▬▬▬▬ ▬▬▬▬▬▬ ▬▬ ▬▬▬ ▬▬▬▬ ▬ ▬▬▬▬▬ ▬▬▬▬▬▬ ▬▬ ▬▬▬ ▬▬▬▬ ▬ ▬▬▬▬▬ ▬▬▬▬▬▬ ▬▬ ▬▬▬ ▬▬▬▬ ▬ ▬▬▬▬▬ ▬▬▬▬▬▬ ▬▬ ▬▬▬ ▬▬▬▬ ▬ ▬▬▬▬▬ ▬▬▬▬▬▬ ▬▬ ▬▬▬ ▬▬▬▬ ▬ ▬▬▬▬▬ ▬▬▬▬▬▬ ▬▬ ▬▬▬ ▬▬▬▬ ▬ ▬▬▬▬▬ ▬▬▬▬▬▬ ▬▬ ▬▬▬ ▬▬▬▬ ▬ ▬▬▬▬▬ ▬▬▬▬▬▬ ▬▬ ▬▬▬ ▬▬▬▬ ▬ ▬▬▬▬▬ ▬▬▬▬▬▬ ▬▬ ▬▬▬ ▬▬▬▬ ▬ ▬▬▬▬▬ ▬▬▬▬▬▬ ▬▬ ▬▬▬ ▬▬▬▬ ▬ ▬▬▬▬▬ ▬▬▬▬▬▬ ▬▬ ▬▬▬ ▬▬▬▬ ▬ ▬▬▬▬▬ ▬▬▬▬▬▬ ▬▬ ▬▬▬ ▬▬▬▬ ▬ ▬▬▬▬▬ ▬▬▬▬▬▬ ▬▬ ▬▬▬ ▬▬▬▬ ▬ ▬▬▬▬▬ ▬▬▬▬▬▬ ▬▬ ▬▬▬ ▬▬▬▬ ▬ ▬▬▬▬▬ ▬▬▬▬▬▬ ▬▬ ▬▬▬ ▬▬▬▬ ▬ ▬▬▬▬▬ ▬▬▬▬▬▬ ▬▬ ▬▬▬ ▬▬▬▬ ▬ ▬▬▬▬▬ ▬▬▬▬▬▬ ▬▬ ▬▬▬ ▬▬▬▬ ▬ ▬▬▬▬▬ ▬▬▬▬▬▬ ▬▬ ▬▬▬ ▬▬▬▬ ▬ ▬▬▬▬▬ ▬▬▬▬▬▬ ▬▬ ▬▬▬ ▬▬▬▬ ▬ ▬▬▬▬▬ ▬▬▬▬▬▬ ▬▬ ▬▬▬ ▬▬▬▬ ▬ ▬▬▬▬▬ ▬▬▬▬▬▬ ▬▬ ▬▬▬ ▬▬▬▬ ▬ ▬▬▬▬▬ ▬▬▬▬▬▬ ▬▬ ▬▬▬ ▬▬▬▬ ▬ ▬▬▬▬▬ ▬▬▬▬▬▬ ▬▬ ▬▬▬ ▬▬▬▬ ▬ ▬▬▬▬▬ ▬▬▬▬▬▬ ▬▬ ▬▬▬ ▬▬▬▬ ▬ ▬▬▬▬▬ ▬▬▬▬▬▬ ▬▬ ▬▬▬ ▬▬▬▬ ▬ ▬▬▬▬▬ ▬▬▬▬▬▬ ▬▬ ▬▬▬ ▬▬▬▬ ▬ ▬▬▬▬▬ ▬▬▬▬▬▬ ▬▬ ▬▬▬ ▬▬▬▬ ▬ ▬▬▬▬▬ ▬▬▬▬▬▬ ▬▬ ▬▬▬ ▬▬▬▬ ▬ ▬▬▬▬▬ ▬▬▬▬▬▬ ▬▬ ▬▬▬ ▬▬▬▬ ▬ ▬▬▬▬▬ ▬▬▬▬▬▬ ▬▬ ▬▬▬ ▬▬▬▬ ▬ ▬▬▬▬▬ ▬▬▬▬▬▬ ▬▬ ▬▬▬ ▬▬▬▬ ▬ ▬▬▬▬▬ ▬▬▬▬▬▬ ▬▬ ▬▬▬ ▬▬▬▬ ▬ ▬▬▬▬▬ ▬▬▬▬▬▬ ▬▬ ▬▬▬ ▬▬▬▬ ▬ ▬▬▬▬▬ ▬▬▬▬▬▬ ▬▬ ▬▬▬ ▬▬▬▬ ▬ ▬▬▬▬▬ [372,22,492,1810]
direct-importers: DIRECT IMPORTERS & MANUFACTURERS, [184,529,321,537]
artistic-copper: Artistic Copper Ware. [23,692,110,703]
dissatisfied: DISSATISFIED WITH NOMINATED COUNCIL. [997,733,1099,749]
corner-shop: The Corner Shop. [24,342,109,355]
value-machine: SEE OUR GREAT VALUE £12 10s MACHINE [236,487,367,502]
bay-of-islands: BAY OF ISLANDS TRAGEDY [812,53,907,61]
transvaal: TRANSVAAL CONSTITUTION. [997,415,1099,424]
refuse-fines: REFUSE TO PAY FINES. [1013,1099,1083,1107]
peoples-grocery: People's Grocery. [177,646,222,654]
railway-monopoly: RAILWAY MONOPOLY. [1009,1747,1087,1756]
croquettes: CROQUETTES [179,684,220,692]
whats-wanted: What's Wanted in Every Household. [19,596,114,618]
deare-ad: DEARE THE SHOEMAN TALKS! ▬▬ ▬▬▬ ▬▬▬▬ ▬▬ ▬▬▬▬▬ ▬▬▬ ▬▬▬▬▬▬ ▬▬ ▬▬▬ ▬▬▬▬▬ ▬▬▬▬ ▬▬▬ ▬▬▬▬▬ ▬▬ ▬▬▬▬▬▬ ▬▬ ▬▬▬▬▬ ▬▬▬▬ ▬▬▬▬▬▬ ▬▬ ▬▬▬▬ ▬▬▬▬▬ ▬▬▬ ▬▬▬▬▬▬ ▬▬▬ ▬▬▬▬▬ ▬▬▬▬ ▬▬ ▬▬▬▬▬ ▬▬▬ ▬▬▬▬▬▬ ▬▬ ▬▬▬▬ ▬▬▬▬▬ ▬▬▬ ▬▬▬▬▬ ▬▬ ▬▬▬▬ ▬▬▬▬▬▬ ▬▬▬ ▬▬▬ [138,218,367,298]
saving-hospitals: SAVING TO LONDON HOSPITALS. [997,1262,1099,1270]
way-out: WAY OUT OF THE DIFFICULTY [999,231,1097,239]
celebrity-heading: THE CELEBRITY OF SANDER AND SONS PURE VOLATILE EUCALYPTI EXTRACT. [497,1021,608,1045]
okey-ad: Artistic Copper Ware. ▬▬ ▬▬▬ ▬▬▬▬ ▬▬ ▬▬▬▬▬ ▬▬▬ ▬▬▬▬▬▬ ▬▬ ▬▬▬ ▬▬▬▬▬ ▬▬▬▬ ▬▬▬ ▬▬▬▬▬ ▬▬ ▬▬▬▬▬▬ ▬▬ ▬▬▬▬▬ ▬▬▬▬ ▬▬▬▬▬▬ ▬▬ ▬▬▬▬ ▬▬▬▬▬ ▬▬▬ ▬▬▬▬▬▬ ▬▬▬ ▬▬▬▬▬ ▬▬▬▬ OKEY, SON & ARNOLD [4,688,129,771]
match-auckland: MATCH AGAINST AUCKLAND. [629,64,722,71]
interesting-items: INTERESTING ITEMS. [638,435,713,444]
port-heading: PORT OF NEW PLYMOUTH. [25,38,108,45]
greater-dreadnoughts: GREATER THAN THE DREAD-NOUGHTS. [987,936,1109,944]
home-team-out: HOME TEAM OUT FOR 100. [634,72,717,79]
mcewen-name: McEWEN BROS., PRACTICAL BOOTMAKERS & IMPORTERS, Devon Street, New Plymouth. [11,565,122,589]
sandbagging: "SANDBAGGING" IN CHRIST-CHURCH. [801,363,918,371]
treasure: TREASURE [183,676,216,684]
melotte: "MELOTTE" THE BEST AND CHEAPEST [791,539,928,548]
toys-gifts: TOYS AND CHRISTMAS GIFTS [15,322,118,331]
spanish-politics: SPANISH POLITICS. [1014,1413,1082,1422]
baker-co: BAKER & CO [175,716,214,724]
peoples-bakery-address: DEVON STREET. [41,677,92,685]
best: BEST [307,691,323,699]
hookham-ad: OUR LEADING LINE. The Phitwoll Suit, 45/- 49/6 52/6 ▬▬ ▬▬▬ ▬▬▬▬ ▬▬ ▬▬▬▬▬ ▬▬▬ ▬▬▬▬▬▬ ▬▬ ▬▬▬ ▬▬▬▬▬ ▬▬▬▬ ▬▬▬ ▬▬▬▬▬ ▬▬ ▬▬▬▬▬▬ ▬▬ ▬▬▬▬▬ ▬▬▬▬ ▬▬▬▬▬▬ ▬▬ ▬▬▬▬ [138,27,367,74]
anti-clerical: ANTI-CLERICAL. [1020,1432,1076,1440]
hookham-name: W. T. HOOKHAM [229,77,276,84]
column-news: ▬ ▬▬▬▬▬ ▬▬▬▬▬▬ ▬▬ ▬▬▬ ▬▬▬▬ ▬ ▬▬▬▬▬ ▬▬▬▬▬▬ ▬▬ ▬▬▬ ▬▬▬▬ ▬ ▬▬▬▬▬ ▬▬▬▬▬▬ ▬▬ ▬▬▬ ▬▬▬▬ ▬ ▬▬▬▬▬ ▬▬▬▬▬▬ ▬▬ ▬▬▬ ▬▬▬▬ ▬ ▬▬▬▬▬ ▬▬▬▬▬▬ ▬▬ ▬▬▬ ▬▬▬▬ ▬ ▬▬▬▬▬ ▬▬▬▬▬▬ ▬▬ ▬▬▬ ▬▬▬▬ ▬ ▬▬▬▬▬ ▬▬▬▬▬▬ ▬▬ ▬▬▬ ▬▬▬▬ ▬ ▬▬▬▬▬ ▬▬▬▬▬▬ ▬▬ ▬▬▬ ▬▬▬▬ ▬ ▬▬▬▬▬ ▬▬▬▬▬▬ ▬▬ ▬▬▬ ▬▬▬▬ ▬ ▬▬▬▬▬ ▬▬▬▬▬▬ ▬▬ ▬▬▬ ▬▬▬▬ ▬ ▬▬▬▬▬ ▬▬▬▬▬▬ ▬▬ ▬▬▬ ▬▬▬▬ ▬ ▬▬▬▬▬ ▬▬▬▬▬▬ ▬▬ ▬▬▬ ▬▬▬▬ ▬ ▬▬▬▬▬ ▬▬▬▬▬▬ ▬▬ ▬▬▬ ▬▬▬▬ ▬ ▬▬▬▬▬ HOA ROAD BOARD. ▬ ▬▬▬▬▬ ▬▬▬▬▬▬ ▬▬ ▬▬▬ ▬▬▬▬ ▬ ▬▬▬▬▬ ▬▬▬▬▬▬ ▬▬ ▬▬▬ ▬▬▬▬ ▬ ▬▬▬▬▬ ▬▬▬▬▬▬ ▬▬ ▬▬▬ ▬▬▬▬ ▬ ▬▬▬▬▬ ▬▬▬▬▬▬ ▬▬ ▬▬▬ ▬▬▬▬ ▬ ▬▬▬▬▬ ▬▬▬▬▬▬ ▬▬ ▬▬▬ ▬▬▬▬ ▬ ▬▬▬▬▬ ▬▬▬▬▬▬ ▬▬ ▬▬▬ ▬▬▬▬ ▬ ▬▬▬▬▬ ▬▬▬▬▬▬ ▬▬ ▬▬▬ ▬▬▬▬ ▬ ▬▬▬▬▬ ▬▬▬▬▬▬ ▬▬ ▬▬▬ ▬▬▬▬ ▬ ▬▬▬▬▬ ▬▬▬▬▬▬ ▬▬ ▬▬▬ ▬▬▬▬ ▬ ▬▬▬▬▬ ▬▬▬▬▬▬ ▬▬ ▬▬▬ ▬▬▬▬ ▬ ▬▬▬▬▬ ▬▬▬▬▬▬ ▬▬ ▬▬▬ ▬▬▬▬ ▬ ▬▬▬▬▬ ▬▬▬▬▬▬ ▬▬ ▬▬▬ ▬▬▬▬ ▬ ▬▬▬▬▬ ▬▬▬▬▬▬ ▬▬ ▬▬▬ ▬▬▬▬ ▬ ▬▬▬▬▬ ▬▬▬▬▬▬ ▬▬ ▬▬▬ ▬▬▬▬ ▬ ▬▬▬▬▬ ▬▬▬▬▬▬ ▬▬ ▬▬▬ ▬▬▬▬ PERSONAL. ▬ ▬▬▬▬▬ ▬▬▬▬▬▬ ▬▬ ▬▬▬ ▬▬▬▬ ▬ ▬▬▬▬▬ ▬▬▬▬▬▬ ▬▬ ▬▬▬ ▬▬▬▬ ▬ ▬▬▬▬▬ ▬▬▬▬▬▬ ▬▬ ▬▬▬ ▬▬▬▬ ▬ ▬▬▬▬▬ ▬▬▬▬▬▬ ▬▬ ▬▬▬ ▬▬▬▬ ▬ ▬▬▬▬▬ ▬▬▬▬▬▬ ▬▬ ▬▬▬ ▬▬▬▬ ▬ ▬▬▬▬▬ ▬▬▬▬▬▬ ▬▬ ▬▬▬ ▬▬▬▬ ▬ ▬▬▬▬▬ ▬▬▬▬▬▬ ▬▬ ▬▬▬ ▬▬▬▬ ▬ ▬▬▬▬▬ ▬▬▬▬▬▬ ▬▬ ▬▬▬ ▬▬▬▬ ▬ ▬▬▬▬▬ ▬▬▬▬▬▬ ▬▬ ▬▬▬ ▬▬▬▬ ▬ ▬▬▬▬▬ ▬▬▬▬▬▬ ▬▬ ▬▬▬ ▬▬▬▬ ▬ ▬▬▬▬▬ ▬▬▬▬▬▬ ▬▬ ▬▬▬ ▬▬▬▬ ▬ ▬▬▬▬▬ ▬▬▬▬▬▬ ▬▬ ▬▬▬ ▬▬▬▬ ▬ ▬▬▬▬▬ ▬▬▬▬▬▬ ▬▬ ▬▬▬ ▬▬▬▬ ▬ ▬▬▬▬▬ ▬▬▬▬▬▬ ▬▬ ▬▬▬ ▬▬▬▬ ▬ ▬▬▬▬▬ ▬▬▬▬▬▬ ▬▬ ▬▬▬ ▬▬▬▬ CORRESPONDENCE. AN INQUESTS CLAUSE. ▬ ▬▬▬▬▬ ▬▬▬▬▬▬ ▬▬ ▬▬▬ ▬▬▬▬ ▬ ▬▬▬▬▬ ▬▬▬▬▬▬ ▬▬ ▬▬▬ ▬▬▬▬ ▬ ▬▬▬▬▬ ▬▬▬▬▬▬ ▬▬ ▬▬▬ ▬▬▬▬ ▬ ▬▬▬▬▬ ▬▬▬▬▬▬ ▬▬ ▬▬▬ ▬▬▬▬ ▬ ▬▬▬▬▬ ▬▬▬▬▬▬ ▬▬ ▬▬▬ ▬▬▬▬ ▬ ▬▬▬▬▬ ▬▬▬▬▬▬ ▬▬ ▬▬▬ ▬▬▬▬ ▬ ▬▬▬▬▬ ▬▬▬▬▬▬ ▬▬ ▬▬▬ ▬▬▬▬ ▬ ▬▬▬▬▬ ▬▬▬▬▬▬ ▬▬ ▬▬▬ ▬▬▬▬ ▬ ▬▬▬▬▬ ▬▬▬▬▬▬ ▬▬ ▬▬▬ ▬▬▬▬ ▬ ▬▬▬▬▬ ▬▬▬▬▬▬ ▬▬ ▬▬▬ ▬▬▬▬ ▬ ▬▬▬▬▬ ▬▬▬▬▬▬ ▬▬ ▬▬▬ ▬▬▬▬ ▬ ▬▬▬▬▬ ▬▬▬▬▬▬ ▬▬ ▬▬▬ ▬▬▬▬ ▬ ▬▬▬▬▬ ▬▬▬▬▬▬ ▬▬ ▬▬▬ ▬▬▬▬ ▬ ▬▬▬▬▬ ▬▬▬▬▬▬ ▬▬ ▬▬▬ ▬▬▬▬ ▬ ▬▬▬▬▬ ▬▬▬▬▬▬ ▬▬ ▬▬▬ ▬▬▬▬ CRICKET. WEST END V. THE BRIGADE. ▬ ▬▬▬▬▬ ▬▬▬▬▬▬ ▬▬ ▬▬▬ ▬▬▬▬ ▬ ▬▬▬▬▬ ▬▬▬▬▬▬ ▬▬ ▬▬▬ ▬▬▬▬ ▬ ▬▬▬▬▬ ▬▬▬▬▬▬ ▬▬ ▬▬▬ ▬▬▬▬ ▬ ▬▬▬▬▬ ▬▬▬▬▬▬ ▬▬ ▬▬▬ ▬▬▬▬ ▬ ▬▬▬▬▬ ▬▬▬▬▬▬ ▬▬ ▬▬▬ ▬▬▬▬ ▬ ▬▬▬▬▬ ▬▬▬▬▬▬ ▬▬ ▬▬▬ ▬▬▬▬ ▬ ▬▬▬▬▬ ▬▬▬▬▬▬ ▬▬ ▬▬▬ ▬▬▬▬ ▬ ▬▬▬▬▬ ▬▬▬▬▬▬ ▬▬ ▬▬▬ ▬▬▬▬ ▬ ▬▬▬▬▬ ▬▬▬▬▬▬ ▬▬ ▬▬▬ ▬▬▬▬ ▬ ▬▬▬▬▬ ▬▬▬▬▬▬ ▬▬ ▬▬▬ ▬▬▬▬ ▬ ▬▬▬▬▬ ▬▬▬▬▬▬ ▬▬ ▬▬▬ ▬▬▬▬ ▬ ▬▬▬▬▬ ▬▬▬▬▬▬ ▬▬ ▬▬▬ ▬▬▬▬ ▬ ▬▬▬▬▬ ▬▬▬▬▬▬ ▬▬ ▬▬▬ ▬▬▬▬ ▬ ▬▬▬▬▬ ▬▬▬▬▬▬ ▬▬ ▬▬▬ ▬▬▬▬ ▬ ▬▬▬▬▬ ▬▬▬▬▬▬ ▬▬ ▬▬▬ ▬▬▬▬ MARIE NARELLE. ▬ ▬▬▬▬▬ ▬▬▬▬▬▬ ▬▬ ▬▬▬ ▬▬▬▬ ▬ ▬▬▬▬▬ ▬▬▬▬▬▬ ▬▬ ▬▬▬ ▬▬▬▬ ▬ ▬▬▬▬▬ ▬▬▬▬▬▬ ▬▬ ▬▬▬ ▬▬▬▬ ▬ ▬▬▬▬▬ ▬▬▬▬▬▬ ▬▬ ▬▬▬ ▬▬▬▬ ▬ ▬▬▬▬▬ ▬▬▬▬▬▬ ▬▬ ▬▬▬ ▬▬▬▬ ▬ ▬▬▬▬▬ ▬▬▬▬▬▬ ▬▬ ▬▬▬ ▬▬▬▬ ▬ ▬▬▬▬▬ ▬▬▬▬▬▬ ▬▬ ▬▬▬ ▬▬▬▬ ▬ ▬▬▬▬▬ ▬▬▬▬▬▬ ▬▬ ▬▬▬ ▬▬▬▬ ▬ ▬▬▬▬▬ ▬▬▬▬▬▬ ▬▬ ▬▬▬ ▬▬▬▬ ▬ ▬▬▬▬▬ ▬▬▬▬▬▬ ▬▬ ▬▬▬ ▬▬▬▬ ▬ ▬▬▬▬▬ ▬▬▬▬▬▬ ▬▬ ▬▬▬ ▬▬▬▬ ▬ ▬▬▬▬▬ ▬▬▬▬▬▬ ▬▬ ▬▬▬ ▬▬▬▬ ▬ ▬▬▬▬▬ ▬▬▬▬▬▬ ▬▬ ▬▬▬ ▬▬▬▬ ▬ ▬▬▬▬▬ ▬▬▬▬▬▬ ▬▬ ▬▬▬ ▬▬▬▬ ▬ ▬▬▬▬▬ ▬▬▬▬▬▬ ▬▬ ▬▬▬ ▬▬▬▬ THE CELEBRITY OF SANDER AND SONS PURE VOLATILE EUCALYPTI EXTRACT. ▬ ▬▬▬▬▬ ▬▬▬▬▬▬ ▬▬ ▬▬▬ ▬▬▬▬ ▬ ▬▬▬▬▬ ▬▬▬▬▬▬ ▬▬ ▬▬▬ ▬▬▬▬ ▬ ▬▬▬▬▬ ▬▬▬▬▬▬ ▬▬ ▬▬▬ ▬▬▬▬ ▬ ▬▬▬▬▬ ▬▬▬▬▬▬ ▬▬ ▬▬▬ ▬▬▬▬ ▬ ▬▬▬▬▬ ▬▬▬▬▬▬ ▬▬ ▬▬▬ ▬▬▬▬ ▬ ▬▬▬▬▬ ▬▬▬▬▬▬ ▬▬ ▬▬▬ ▬▬▬▬ ▬ ▬▬▬▬▬ ▬▬▬▬▬▬ ▬▬ ▬▬▬ ▬▬▬▬ ▬ ▬▬▬▬▬ ▬▬▬▬▬▬ ▬▬ ▬▬▬ ▬▬▬▬ ▬ ▬▬▬▬▬ ▬▬▬▬▬▬ ▬▬ ▬▬▬ ▬▬▬▬ ▬ ▬▬▬▬▬ ▬▬▬▬▬▬ ▬▬ ▬▬▬ ▬▬▬▬ ▬ ▬▬▬▬▬ ▬▬▬▬▬▬ ▬▬ ▬▬▬ ▬▬▬▬ ▬ ▬▬▬▬▬ ▬▬▬▬▬▬ ▬▬ ▬▬▬ ▬▬▬▬ ▬ ▬▬▬▬▬ ▬▬▬▬▬▬ ▬▬ ▬▬▬ ▬▬▬▬ ▬ ▬▬▬▬▬ ▬▬▬▬▬▬ ▬▬ ▬▬▬ ▬▬▬▬ ▬ ▬▬▬▬▬ ▬▬▬▬▬▬ ▬▬ ▬▬▬ ▬▬▬▬ [492,22,614,1810]
mcewen-ad [4,524,129,593]
column-shipping: SHIPPING. PORT OF NEW PLYMOUTH. MONDAY, JANUARY 17 ARRIVED. ▬▬ ▬▬▬ ▬▬▬▬ ▬▬ ▬▬▬▬▬ ▬▬▬ ▬▬▬▬▬▬ ▬▬ ▬▬▬ ▬▬▬▬▬ ▬▬▬▬ ▬▬▬ ▬▬▬▬▬ ▬▬ ▬▬▬▬▬▬ ▬▬ ▬▬▬▬▬ ▬▬▬▬ ▬▬▬▬▬▬ ▬▬ ▬▬▬▬ ▬▬▬▬▬ ▬▬▬ ▬▬▬▬▬▬ ▬▬▬ ▬▬▬▬▬ ▬▬▬▬ ▬▬ ▬▬▬▬▬ ▬▬▬ ▬▬▬▬▬▬ ▬▬ ▬▬▬▬ ▬▬▬▬▬ ▬▬▬ ▬▬▬▬▬ ▬▬ ▬▬▬▬ ▬▬▬▬▬▬ ▬▬▬ ▬▬▬ ▬▬▬▬▬ ▬▬ ▬▬▬▬▬▬ ▬▬▬ ▬▬▬▬ DEPARTED. ▬▬ ▬▬▬ ▬▬▬▬ ▬▬ ▬▬▬▬▬ ▬▬▬ ▬▬▬▬▬▬ ▬▬ ▬▬▬ ▬▬▬▬▬ ▬▬▬▬ ▬▬▬ ▬▬▬▬▬ ▬▬ ▬▬▬▬▬▬ ▬▬ ▬▬▬▬▬ ▬▬▬▬ ▬▬▬▬▬▬ ▬▬ ▬▬▬▬ ▬▬▬▬▬ ▬▬▬ ▬▬▬▬▬▬ ▬▬▬ ▬▬▬▬▬ ▬▬▬▬ SHIPPING TELEGRAMS. ▬▬▬ ▬▬▬▬ ▬▬ ▬▬▬▬▬ ▬▬▬ ▬▬▬▬▬▬ ▬▬ ▬▬▬ ▬▬▬▬▬ ▬▬▬▬ EXPECTED ARRIVALS. ▬▬ ▬▬▬ ▬▬▬▬ ▬▬ ▬▬▬▬▬ ▬▬▬ ▬▬▬▬▬▬ ▬▬ ▬▬▬ ▬▬▬▬▬ ▬▬▬▬ ▬▬▬ ▬▬▬▬▬ ▬▬ ▬▬▬▬▬▬ ▬▬ ▬▬▬▬▬ ▬▬▬▬ ▬▬▬▬▬▬ ▬▬ ▬▬▬▬ ▬▬▬▬▬ ▬▬▬ SOUVENIR SPECIALTIES XMAS CATALOGUE TOYS AND CHRISTMAS GIFTS LOWEST PRICES The Corner Shop. BOOKS BOOKS ▬▬ ▬▬▬ ▬▬▬▬ ▬▬ ▬▬▬▬▬ ▬▬▬ ▬▬▬▬▬▬ ▬▬ ▬▬▬ ▬▬▬▬▬ ▬▬▬▬ ▬▬▬ ▬▬▬▬▬ ▬▬ ▬▬▬▬▬▬ ▬▬ ▬▬▬▬▬ ▬▬▬▬ ▬▬▬▬▬▬ ▬▬ ▬▬▬▬ ▬▬▬▬▬ ▬▬▬ ▬▬▬▬▬▬ DOLLS. DOLLS. DOLLS. COME TO BURGESS (late Holder's) FOR XMAS PRESENTS HYGIENIC BAKERY ▬▬ ▬▬▬ ▬▬▬▬ ▬▬ ▬▬▬▬▬ ▬▬▬ ▬▬▬▬▬▬ ▬▬ ▬▬▬ ▬▬▬▬▬ ▬▬▬▬ ▬▬▬ ▬▬▬▬▬ ▬▬ ▬▬▬▬▬▬ ▬▬ ▬▬▬▬▬ ▬▬▬▬ ▬▬▬▬▬▬ ▬▬ ▬▬▬▬ ▬▬▬▬▬ ▬▬▬ ▬▬▬▬▬▬ ▬▬▬ ▬▬▬▬▬ ▬▬▬▬ ▬▬ ▬▬▬▬▬ LADIES' BAR SHOES! 7s 6d to 17s 6d TAN SHOES! McEWEN BROS., PRACTICAL BOOTMAKERS & IMPORTERS, Devon Street, New Plymouth. What's Wanted in Every Household. "SPECIAL HEALTH BREAD " J. W. THOMPSON'S. ▬▬ ▬▬▬ ▬▬▬▬ ▬▬ ▬▬▬▬▬ ▬▬▬ ▬▬▬▬▬▬ ▬▬ ▬▬▬ ▬▬▬▬▬ ▬▬▬▬ ▬▬▬ The People's Bakery DEVON STREET. Artistic Copper Ware. ▬▬ ▬▬▬ ▬▬▬▬ ▬▬ ▬▬▬▬▬ ▬▬▬ ▬▬▬▬▬▬ ▬▬ ▬▬▬ ▬▬▬▬▬ ▬▬▬▬ ▬▬▬ ▬▬▬▬▬ ▬▬ ▬▬▬▬▬▬ ▬▬ ▬▬▬▬▬ ▬▬▬▬ ▬▬▬▬▬▬ ▬▬ ▬▬▬▬ ▬▬▬▬▬ ▬▬▬ ▬▬▬▬▬▬ ▬▬▬ ▬▬▬▬▬ ▬▬▬▬ OKEY, SON & ARNOLD THE SHOP FOR PRESENTS. Henrichs' Toys. Toys. Toys. HENRICHS' STATIONER & FANCY GOODS DEALER, PIANOS from SIXPENCE to EIGHTY GUINEAS. [0,22,134,1810]
phitwoll-suit: The Phitwoll Suit, [149,56,219,66]
the-new: THE NEW [231,546,274,557]
xmas-catalogue: XMAS CATALOGUE [14,307,119,320]
december: DECEMBER. [412,38,451,45]
lowest-prices: LOWEST PRICES [41,333,92,341]
improved-kainit: IMPROVED KAINIT [224,588,281,596]
congo-annexation: CONGO ANNEXATION. [1009,1584,1087,1593]
leading-line: OUR LEADING LINE. [151,34,217,55]
enquiries-probable: ENQUIRIES PROBABLE. [1012,1758,1084,1766]
rudge-whitworth: RUDGE-WHITWORTH BICYCLES. [161,107,344,146]
postal-changes: POSTAL DEPARTMENT CHANGES. [636,254,715,274]
henrichs-stationer: HENRICHS' STATIONER & FANCY GOODS DEALER, [9,814,124,834]
curtains: CURTAINS [142,305,198,321]
leviathan: PROPOSED AMERICAN LEVIA-THAN. [991,928,1105,936]
k-jam-ad: WHEN BUYING JAM ▬▬ ▬▬▬ ▬▬▬▬ ▬▬ ▬▬▬▬▬ ▬▬▬ ▬▬▬▬▬▬ ▬▬ ▬▬▬ ▬▬▬▬▬ ▬▬▬▬ ▬▬▬ "K" JAM PUREST BEST [264,613,367,702]
souvenir-heading: SOUVENIR SPECIALTIES [6,295,127,307]
skeates-bockaert: SKEATES & BOCKAERT, [152,508,353,528]
dolls: DOLLS. DOLLS. DOLLS. [26,416,107,425]
church-conflict: CHURCH CONFLICT IN FRANCE [992,71,1104,79]
telegrams-title: TELEGRAMS [629,35,722,50]
skeates-brand: SKEATES' [171,498,199,506]
notifications: NOTIFICATIONS BY LAYMEN NOT FORBIDDEN. [996,239,1100,255]
furnishing-fair: FURNISHING FAIR [214,305,351,322]
inquest-heading: AN INQUESTS CLAUSE. [517,510,588,518]
column-cable: LATEST CABLE NEWS UNITED PRESS ASSOCIATION—BY ELECTRIC TELEGRAPH—COPYRIGHT CHURCH CONFLICT IN FRANCE MASSES SPARSELY ATTENDED ▬ ▬▬▬▬▬ ▬▬▬▬▬▬ ▬▬ ▬▬▬ ▬▬▬▬ ▬ ▬▬▬▬▬ ▬▬▬▬▬▬ ▬▬ ▬▬▬ ▬▬▬▬ ▬ ▬▬▬▬▬ ▬▬▬▬▬▬ ▬▬ ▬▬▬ ▬▬▬▬ ▬ ▬▬▬▬▬ ▬▬▬▬▬▬ ▬▬ ▬▬▬ ▬▬▬▬ ▬ ▬▬▬▬▬ ▬▬▬▬▬▬ ▬▬ ▬▬▬ ▬▬▬▬ ▬ ▬▬▬▬▬ ▬▬▬▬▬▬ ▬▬ ▬▬▬ ▬▬▬▬ ▬ ▬▬▬▬▬ ▬▬▬▬▬▬ ▬▬ ▬▬▬ ▬▬▬▬ ▬ ▬▬▬▬▬ ▬▬▬▬▬▬ ▬▬ ▬▬▬ ▬▬▬▬ ▬ ▬▬▬▬▬ ▬▬▬▬▬▬ ▬▬ ▬▬▬ ▬▬▬▬ ▬ ▬▬▬▬▬ ▬▬▬▬▬▬ ▬▬ ▬▬▬ ▬▬▬▬ ▬ ▬▬▬▬▬ ▬▬▬▬▬▬ ▬▬ ▬▬▬ ▬▬▬▬ ▬ ▬▬▬▬▬ ▬▬▬▬▬▬ ▬▬ ▬▬▬ ▬▬▬▬ ▬ ▬▬▬▬▬ ▬▬▬▬▬▬ ▬▬ ▬▬▬ ▬▬▬▬ ▬ ▬▬▬▬▬ ▬▬▬▬▬▬ ▬▬ ▬▬▬ ▬▬▬▬ ▬ ▬▬▬▬▬ ▬▬▬▬▬▬ ▬▬ ▬▬▬ ▬▬▬▬ WAY OUT OF THE DIFFICULTY NOTIFICATIONS BY LAYMEN NOT FORBIDDEN. CHURCH'S LOOPHOLE IN POPE'S ORDINANCE. ▬ ▬▬▬▬▬ ▬▬▬▬▬▬ ▬▬ ▬▬▬ ▬▬▬▬ ▬ ▬▬▬▬▬ ▬▬▬▬▬▬ ▬▬ ▬▬▬ ▬▬▬▬ ▬ ▬▬▬▬▬ ▬▬▬▬▬▬ ▬▬ ▬▬▬ ▬▬▬▬ ▬ ▬▬▬▬▬ ▬▬▬▬▬▬ ▬▬ ▬▬▬ ▬▬▬▬ ▬ ▬▬▬▬▬ ▬▬▬▬▬▬ ▬▬ ▬▬▬ ▬▬▬▬ ▬ ▬▬▬▬▬ ▬▬▬▬▬▬ ▬▬ ▬▬▬ ▬▬▬▬ ▬ ▬▬▬▬▬ ▬▬▬▬▬▬ ▬▬ ▬▬▬ ▬▬▬▬ ▬ ▬▬▬▬▬ ▬▬▬▬▬▬ ▬▬ ▬▬▬ ▬▬▬▬ ▬ ▬▬▬▬▬ ▬▬▬▬▬▬ ▬▬ ▬▬▬ ▬▬▬▬ ▬ ▬▬▬▬▬ ▬▬▬▬▬▬ ▬▬ ▬▬▬ ▬▬▬▬ ▬ ▬▬▬▬▬ ▬▬▬▬▬▬ ▬▬ ▬▬▬ ▬▬▬▬ ▬ ▬▬▬▬▬ ▬▬▬▬▬▬ ▬▬ ▬▬▬ ▬▬▬▬ ▬ ▬▬▬▬▬ ▬▬▬▬▬▬ ▬▬ ▬▬▬ ▬▬▬▬ ▬ ▬▬▬▬▬ ▬▬▬▬▬▬ ▬▬ ▬▬▬ ▬▬▬▬ ▬ ▬▬▬▬▬ ▬▬▬▬▬▬ ▬▬ ▬▬▬ ▬▬▬▬ TRANSVAAL CONSTITUTION. SERVILE LABOR PROVISIONS. ▬ ▬▬▬▬▬ ▬▬▬▬▬▬ ▬▬ ▬▬▬ ▬▬▬▬ ▬ ▬▬▬▬▬ ▬▬▬▬▬▬ ▬▬ ▬▬▬ ▬▬▬▬ ▬ ▬▬▬▬▬ ▬▬▬▬▬▬ ▬▬ ▬▬▬ ▬▬▬▬ ▬ ▬▬▬▬▬ ▬▬▬▬▬▬ ▬▬ ▬▬▬ ▬▬▬▬ ▬ ▬▬▬▬▬ ▬▬▬▬▬▬ ▬▬ ▬▬▬ ▬▬▬▬ ▬ ▬▬▬▬▬ ▬▬▬▬▬▬ ▬▬ ▬▬▬ ▬▬▬▬ ▬ ▬▬▬▬▬ ▬▬▬▬▬▬ ▬▬ ▬▬▬ ▬▬▬▬ ▬ ▬▬▬▬▬ ▬▬▬▬▬▬ ▬▬ ▬▬▬ ▬▬▬▬ ▬ ▬▬▬▬▬ ▬▬▬▬▬▬ ▬▬ ▬▬▬ ▬▬▬▬ ▬ ▬▬▬▬▬ ▬▬▬▬▬▬ ▬▬ ▬▬▬ ▬▬▬▬ ▬ ▬▬▬▬▬ ▬▬▬▬▬▬ ▬▬ ▬▬▬ ▬▬▬▬ ▬ ▬▬▬▬▬ ▬▬▬▬▬▬ ▬▬ ▬▬▬ ▬▬▬▬ ▬ ▬▬▬▬▬ ▬▬▬▬▬▬ ▬▬ ▬▬▬ ▬▬▬▬ ▬ ▬▬▬▬▬ ▬▬▬▬▬▬ ▬▬ ▬▬▬ ▬▬▬▬ ▬ ▬▬▬▬▬ ▬▬▬▬▬▬ ▬▬ ▬▬▬ ▬▬▬▬ PAYMENT OF LEGISLATORS. ▬ ▬▬▬▬▬ ▬▬▬▬▬▬ ▬▬ ▬▬▬ ▬▬▬▬ ▬ ▬▬▬▬▬ ▬▬▬▬▬▬ ▬▬ ▬▬▬ ▬▬▬▬ ▬ ▬▬▬▬▬ ▬▬▬▬▬▬ ▬▬ ▬▬▬ ▬▬▬▬ ▬ ▬▬▬▬▬ ▬▬▬▬▬▬ ▬▬ ▬▬▬ ▬▬▬▬ ▬ ▬▬▬▬▬ ▬▬▬▬▬▬ ▬▬ ▬▬▬ ▬▬▬▬ ▬ ▬▬▬▬▬ ▬▬▬▬▬▬ ▬▬ ▬▬▬ ▬▬▬▬ ▬ ▬▬▬▬▬ ▬▬▬▬▬▬ ▬▬ ▬▬▬ ▬▬▬▬ ▬ ▬▬▬▬▬ ▬▬▬▬▬▬ ▬▬ ▬▬▬ ▬▬▬▬ ▬ ▬▬▬▬▬ ▬▬▬▬▬▬ ▬▬ ▬▬▬ ▬▬▬▬ ▬ ▬▬▬▬▬ ▬▬▬▬▬▬ ▬▬ ▬▬▬ ▬▬▬▬ ▬ ▬▬▬▬▬ ▬▬▬▬▬▬ ▬▬ ▬▬▬ ▬▬▬▬ ▬ ▬▬▬▬▬ ▬▬▬▬▬▬ ▬▬ ▬▬▬ ▬▬▬▬ ▬ ▬▬▬▬▬ ▬▬▬▬▬▬ ▬▬ ▬▬▬ ▬▬▬▬ ▬ ▬▬▬▬▬ ▬▬▬▬▬▬ ▬▬ ▬▬▬ ▬▬▬▬ ▬ ▬▬▬▬▬ ▬▬▬▬▬▬ ▬▬ ▬▬▬ ▬▬▬▬ OPINION OF THE BOER ORGAN. DISSATISFIED WITH NOMINATED COUNCIL. COUNCIL'S PREDOMINATING POWER. BRITISH INTERESTS TOO WELL SAFEGUARDED. ▬ ▬▬▬▬▬ ▬▬▬▬▬▬ ▬▬ ▬▬▬ ▬▬▬▬ ▬ ▬▬▬▬▬ ▬▬▬▬▬▬ ▬▬ ▬▬▬ ▬▬▬▬ ▬ ▬▬▬▬▬ ▬▬▬▬▬▬ ▬▬ ▬▬▬ ▬▬▬▬ ▬ ▬▬▬▬▬ ▬▬▬▬▬▬ ▬▬ ▬▬▬ ▬▬▬▬ ▬ ▬▬▬▬▬ ▬▬▬▬▬▬ ▬▬ ▬▬▬ ▬▬▬▬ ▬ ▬▬▬▬▬ ▬▬▬▬▬▬ ▬▬ ▬▬▬ ▬▬▬▬ ▬ ▬▬▬▬▬ ▬▬▬▬▬▬ ▬▬ ▬▬▬ ▬▬▬▬ ▬ ▬▬▬▬▬ ▬▬▬▬▬▬ ▬▬ ▬▬▬ ▬▬▬▬ ▬ ▬▬▬▬▬ ▬▬▬▬▬▬ ▬▬ ▬▬▬ ▬▬▬▬ ▬ ▬▬▬▬▬ ▬▬▬▬▬▬ ▬▬ ▬▬▬ ▬▬▬▬ ▬ ▬▬▬▬▬ ▬▬▬▬▬▬ ▬▬ ▬▬▬ ▬▬▬▬ ▬ ▬▬▬▬▬ ▬▬▬▬▬▬ ▬▬ ▬▬▬ ▬▬▬▬ ▬ ▬▬▬▬▬ ▬▬▬▬▬▬ ▬▬ ▬▬▬ ▬▬▬▬ ▬ ▬▬▬▬▬ ▬▬▬▬▬▬ ▬▬ ▬▬▬ ▬▬▬▬ ▬ ▬▬▬▬▬ ▬▬▬▬▬▬ ▬▬ ▬▬▬ ▬▬▬▬ BATTLESHIPS OF THE FUTURE. PROPOSED AMERICAN LEVIA-THAN. GREATER THAN THE DREAD-NOUGHTS. ▬ ▬▬▬▬▬ ▬▬▬▬▬▬ ▬▬ ▬▬▬ ▬▬▬▬ ▬ ▬▬▬▬▬ ▬▬▬▬▬▬ ▬▬ ▬▬▬ ▬▬▬▬ ▬ ▬▬▬▬▬ ▬▬▬▬▬▬ ▬▬ ▬▬▬ ▬▬▬▬ ▬ ▬▬▬▬▬ ▬▬▬▬▬▬ ▬▬ ▬▬▬ ▬▬▬▬ ▬ ▬▬▬▬▬ ▬▬▬▬▬▬ ▬▬ ▬▬▬ ▬▬▬▬ ▬ ▬▬▬▬▬ ▬▬▬▬▬▬ ▬▬ ▬▬▬ ▬▬▬▬ ▬ ▬▬▬▬▬ ▬▬▬▬▬▬ ▬▬ ▬▬▬ ▬▬▬▬ ▬ ▬▬▬▬▬ ▬▬▬▬▬▬ ▬▬ ▬▬▬ ▬▬▬▬ ▬ ▬▬▬▬▬ ▬▬▬▬▬▬ ▬▬ ▬▬▬ ▬▬▬▬ ▬ ▬▬▬▬▬ ▬▬▬▬▬▬ ▬▬ ▬▬▬ ▬▬▬▬ ▬ ▬▬▬▬▬ ▬▬▬▬▬▬ ▬▬ ▬▬▬ ▬▬▬▬ ▬ ▬▬▬▬▬ ▬▬▬▬▬▬ ▬▬ ▬▬▬ ▬▬▬▬ ▬ ▬▬▬▬▬ ▬▬▬▬▬▬ ▬▬ ▬▬▬ ▬▬▬▬ ▬ ▬▬▬▬▬ ▬▬▬▬▬▬ ▬▬ ▬▬▬ ▬▬▬▬ ▬ ▬▬▬▬▬ ▬▬▬▬▬▬ ▬▬ ▬▬▬ ▬▬▬▬ SUFFRAGETTES GO TO GAOL. REFUSE TO PAY FINES. ▬ ▬▬▬▬▬ ▬▬▬▬▬▬ ▬▬ ▬▬▬ ▬▬▬▬ ▬ ▬▬▬▬▬ ▬▬▬▬▬▬ ▬▬ ▬▬▬ ▬▬▬▬ ▬ ▬▬▬▬▬ ▬▬▬▬▬▬ ▬▬ ▬▬▬ ▬▬▬▬ ▬ ▬▬▬▬▬ ▬▬▬▬▬▬ ▬▬ ▬▬▬ ▬▬▬▬ ▬ ▬▬▬▬▬ ▬▬▬▬▬▬ ▬▬ ▬▬▬ ▬▬▬▬ ▬ ▬▬▬▬▬ ▬▬▬▬▬▬ ▬▬ ▬▬▬ ▬▬▬▬ ▬ ▬▬▬▬▬ ▬▬▬▬▬▬ ▬▬ ▬▬▬ ▬▬▬▬ ▬ ▬▬▬▬▬ ▬▬▬▬▬▬ ▬▬ ▬▬▬ ▬▬▬▬ ▬ ▬▬▬▬▬ ▬▬▬▬▬▬ ▬▬ ▬▬▬ ▬▬▬▬ ▬ ▬▬▬▬▬ ▬▬▬▬▬▬ ▬▬ ▬▬▬ ▬▬▬▬ ▬ ▬▬▬▬▬ ▬▬▬▬▬▬ ▬▬ ▬▬▬ ▬▬▬▬ ▬ ▬▬▬▬▬ ▬▬▬▬▬▬ ▬▬ ▬▬▬ ▬▬▬▬ ▬ ▬▬▬▬▬ ▬▬▬▬▬▬ ▬▬ ▬▬▬ ▬▬▬▬ ▬ ▬▬▬▬▬ ▬▬▬▬▬▬ ▬▬ ▬▬▬ ▬▬▬▬ ▬ ▬▬▬▬▬ ▬▬▬▬▬▬ ▬▬ ▬▬▬ ▬▬▬▬ WISDOM OF CENTRALISING. SAVING TO LONDON HOSPITALS. ▬ ▬▬▬▬▬ ▬▬▬▬▬▬ ▬▬ ▬▬▬ ▬▬▬▬ ▬ ▬▬▬▬▬ ▬▬▬▬▬▬ ▬▬ ▬▬▬ ▬▬▬▬ ▬ ▬▬▬▬▬ ▬▬▬▬▬▬ ▬▬ ▬▬▬ ▬▬▬▬ ▬ ▬▬▬▬▬ ▬▬▬▬▬▬ ▬▬ ▬▬▬ ▬▬▬▬ ▬ ▬▬▬▬▬ ▬▬▬▬▬▬ ▬▬ ▬▬▬ ▬▬▬▬ ▬ ▬▬▬▬▬ ▬▬▬▬▬▬ ▬▬ ▬▬▬ ▬▬▬▬ ▬ ▬▬▬▬▬ ▬▬▬▬▬▬ ▬▬ ▬▬▬ ▬▬▬▬ ▬ ▬▬▬▬▬ ▬▬▬▬▬▬ ▬▬ ▬▬▬ ▬▬▬▬ ▬ ▬▬▬▬▬ ▬▬▬▬▬▬ ▬▬ ▬▬▬ ▬▬▬▬ ▬ ▬▬▬▬▬ ▬▬▬▬▬▬ ▬▬ ▬▬▬ ▬▬▬▬ ▬ ▬▬▬▬▬ ▬▬▬▬▬▬ ▬▬ ▬▬▬ ▬▬▬▬ ▬ ▬▬▬▬▬ ▬▬▬▬▬▬ ▬▬ ▬▬▬ ▬▬▬▬ ▬ ▬▬▬▬▬ ▬▬▬▬▬▬ ▬▬ ▬▬▬ ▬▬▬▬ ▬ ▬▬▬▬▬ ▬▬▬▬▬▬ ▬▬ ▬▬▬ ▬▬▬▬ ▬ ▬▬▬▬▬ ▬▬▬▬▬▬ ▬▬ ▬▬▬ ▬▬▬▬ SPANISH POLITICS. THE NEW GOVERNMENT POLICY. ANTI-CLERICAL. ▬ ▬▬▬▬▬ ▬▬▬▬▬▬ ▬▬ ▬▬▬ ▬▬▬▬ ▬ ▬▬▬▬▬ ▬▬▬▬▬▬ ▬▬ ▬▬▬ ▬▬▬▬ ▬ ▬▬▬▬▬ ▬▬▬▬▬▬ ▬▬ ▬▬▬ ▬▬▬▬ ▬ ▬▬▬▬▬ ▬▬▬▬▬▬ ▬▬ ▬▬▬ ▬▬▬▬ ▬ ▬▬▬▬▬ ▬▬▬▬▬▬ ▬▬ ▬▬▬ ▬▬▬▬ ▬ ▬▬▬▬▬ ▬▬▬▬▬▬ ▬▬ ▬▬▬ ▬▬▬▬ ▬ ▬▬▬▬▬ ▬▬▬▬▬▬ ▬▬ ▬▬▬ ▬▬▬▬ ▬ ▬▬▬▬▬ ▬▬▬▬▬▬ ▬▬ ▬▬▬ ▬▬▬▬ ▬ ▬▬▬▬▬ ▬▬▬▬▬▬ ▬▬ ▬▬▬ ▬▬▬▬ ▬ ▬▬▬▬▬ ▬▬▬▬▬▬ ▬▬ ▬▬▬ ▬▬▬▬ ▬ ▬▬▬▬▬ ▬▬▬▬▬▬ ▬▬ ▬▬▬ ▬▬▬▬ ▬ ▬▬▬▬▬ ▬▬▬▬▬▬ ▬▬ ▬▬▬ ▬▬▬▬ ▬ ▬▬▬▬▬ ▬▬▬▬▬▬ ▬▬ ▬▬▬ ▬▬▬▬ ▬ ▬▬▬▬▬ ▬▬▬▬▬▬ ▬▬ ▬▬▬ ▬▬▬▬ ▬ ▬▬▬▬▬ ▬▬▬▬▬▬ ▬▬ ▬▬▬ ▬▬▬▬ CONGO ANNEXATION. DECISION OF BELGIAN CHAM-BER. ▬ ▬▬▬▬▬ ▬▬▬▬▬▬ ▬▬ ▬▬▬ ▬▬▬▬ ▬ ▬▬▬▬▬ ▬▬▬▬▬▬ ▬▬ ▬▬▬ ▬▬▬▬ ▬ ▬▬▬▬▬ ▬▬▬▬▬▬ ▬▬ ▬▬▬ ▬▬▬▬ ▬ ▬▬▬▬▬ ▬▬▬▬▬▬ ▬▬ ▬▬▬ ▬▬▬▬ ▬ ▬▬▬▬▬ ▬▬▬▬▬▬ ▬▬ ▬▬▬ ▬▬▬▬ ▬ ▬▬▬▬▬ ▬▬▬▬▬▬ ▬▬ ▬▬▬ ▬▬▬▬ ▬ ▬▬▬▬▬ ▬▬▬▬▬▬ ▬▬ ▬▬▬ ▬▬▬▬ ▬ ▬▬▬▬▬ ▬▬▬▬▬▬ ▬▬ ▬▬▬ ▬▬▬▬ ▬ ▬▬▬▬▬ ▬▬▬▬▬▬ ▬▬ ▬▬▬ ▬▬▬▬ ▬ ▬▬▬▬▬ ▬▬▬▬▬▬ ▬▬ ▬▬▬ ▬▬▬▬ ▬ ▬▬▬▬▬ ▬▬▬▬▬▬ ▬▬ ▬▬▬ ▬▬▬▬ ▬ ▬▬▬▬▬ ▬▬▬▬▬▬ ▬▬ ▬▬▬ ▬▬▬▬ ▬ ▬▬▬▬▬ ▬▬▬▬▬▬ ▬▬ ▬▬▬ ▬▬▬▬ ▬ ▬▬▬▬▬ ▬▬▬▬▬▬ ▬▬ ▬▬▬ ▬▬▬▬ ▬ ▬▬▬▬▬ ▬▬▬▬▬▬ ▬▬ ▬▬▬ ▬▬▬▬ RAILWAY MONOPOLY. ENQUIRIES PROBABLE. ▬ ▬▬▬▬▬ ▬▬▬▬▬▬ ▬▬ ▬▬▬ ▬▬▬▬ ▬ ▬▬▬▬▬ ▬▬▬▬▬▬ ▬▬ ▬▬▬ ▬▬▬▬ ▬ ▬▬▬▬▬ ▬▬▬▬▬▬ ▬▬ ▬▬▬ ▬▬▬▬ ▬ ▬▬▬▬▬ ▬▬▬▬▬▬ ▬▬ ▬▬▬ ▬▬▬▬ ▬ ▬▬▬▬▬ ▬▬▬▬▬▬ ▬▬ ▬▬▬ ▬▬▬▬ ▬ ▬▬▬▬▬ ▬▬▬▬▬▬ ▬▬ ▬▬▬ ▬▬▬▬ ▬ ▬▬▬▬▬ ▬▬▬▬▬▬ ▬▬ ▬▬▬ ▬▬▬▬ ▬ ▬▬▬▬▬ ▬▬▬▬▬▬ ▬▬ ▬▬▬ ▬▬▬▬ ▬ ▬▬▬▬▬ ▬▬▬▬▬▬ ▬▬ ▬▬▬ ▬▬▬▬ ▬ ▬▬▬▬▬ ▬▬▬▬▬▬ ▬▬ ▬▬▬ ▬▬▬▬ ▬ ▬▬▬▬▬ ▬▬▬▬▬▬ ▬▬ ▬▬▬ ▬▬▬▬ ▬ ▬▬▬▬▬ ▬▬▬▬▬▬ ▬▬ ▬▬▬ ▬▬▬▬ ▬ ▬▬▬▬▬ ▬▬▬▬▬▬ ▬▬ ▬▬▬ ▬▬▬▬ ▬ ▬▬▬▬▬ ▬▬▬▬▬▬ ▬▬ ▬▬▬ ▬▬▬▬ ▬ ▬▬▬▬▬ ▬▬▬▬▬▬ ▬▬ ▬▬▬ ▬▬▬▬ IMPORTANT AGREEMENT BY THE POWERS. SUPPLY OF ARMS AND AMMU-NITION REGULATED. ▬ ▬▬▬▬▬ ▬▬▬▬▬▬ ▬▬ ▬▬▬ ▬▬▬▬ ▬ ▬▬▬▬▬ ▬▬▬▬▬▬ ▬▬ ▬▬▬ ▬▬▬▬ ▬ ▬▬▬▬▬ ▬▬▬▬▬▬ ▬▬ ▬▬▬ ▬▬▬▬ ▬ ▬▬▬▬▬ ▬▬▬▬▬▬ ▬▬ ▬▬▬ ▬▬▬▬ ▬ ▬▬▬▬▬ ▬▬▬▬▬▬ ▬▬ ▬▬▬ ▬▬▬▬ ▬ ▬▬▬▬▬ ▬▬▬▬▬▬ ▬▬ ▬▬▬ ▬▬▬▬ ▬ ▬▬▬▬▬ ▬▬▬▬▬▬ ▬▬ ▬▬▬ ▬▬▬▬ ▬ ▬▬▬▬▬ ▬▬▬▬▬▬ ▬▬ ▬▬▬ ▬▬▬▬ ▬ ▬▬▬▬▬ ▬▬▬▬▬▬ ▬▬ ▬▬▬ ▬▬▬▬ ▬ ▬▬▬▬▬ ▬▬▬▬▬▬ ▬▬ ▬▬▬ ▬▬▬▬ ▬ ▬▬▬▬▬ ▬▬▬▬▬▬ ▬▬ ▬▬▬ ▬▬▬▬ ▬ ▬▬▬▬▬ ▬▬▬▬▬▬ ▬▬ ▬▬▬ ▬▬▬▬ ▬ ▬▬▬▬▬ ▬▬▬▬▬▬ ▬▬ ▬▬▬ ▬▬▬▬ ▬ ▬▬▬▬▬ ▬▬▬▬▬▬ ▬▬ ▬▬▬ ▬▬▬▬ ▬ ▬▬▬▬▬ ▬▬▬▬▬▬ ▬▬ ▬▬▬ ▬▬▬▬ [986,24,1110,2089]
clarke-address: DEVON STREET, NEW PLYMOUTH. [230,356,335,364]
greine-name: N. GREINE, [211,430,294,447]
phases-of-moon: PHASES OF THE MOON. [391,27,472,35]
